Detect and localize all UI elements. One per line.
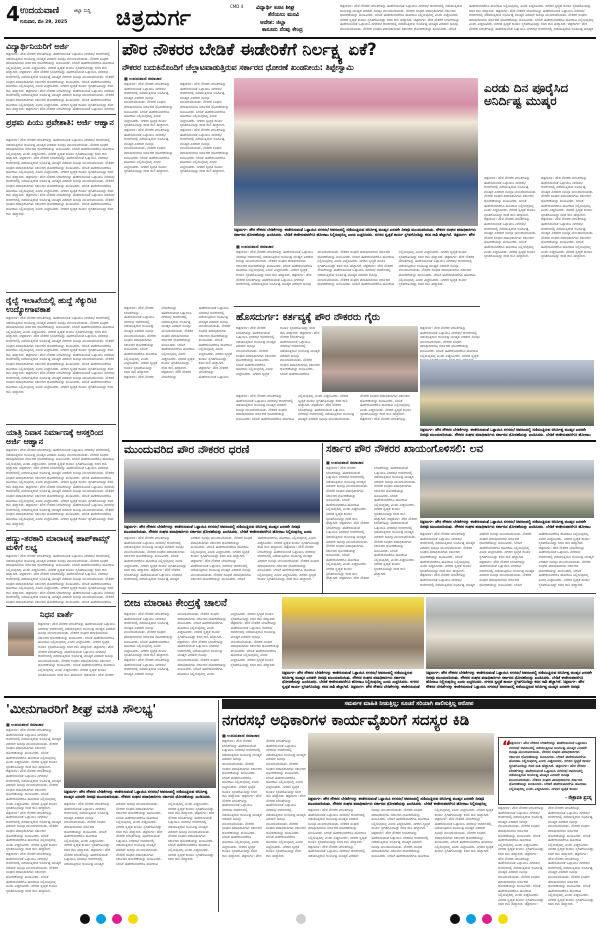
section-rule xyxy=(4,696,596,698)
lead-subheadline: ನೌಕರರ ಬದುಕಿನೊಂದಿಗೆ ಚೆಲ್ಲಾಟವಾಡುತ್ತಿರುವ ಸರ್ಕಾರದ ಧೋರಣೆ ಖಂಡನೀಯ: ತಿಪ್ಪೇಸ್ವಾಮಿ xyxy=(122,63,354,72)
seed-body: ಚಿತ್ರದುರ್ಗ: ಪೌರ ನೌಕರರ ಬೇಡಿಕೆಗಳನ್ನು ಈಡೇರಿಸುವಂತೆ ಒತ್ತಾಯಿಸಿ ನಗರಸಭೆ ಆವರಣದಲ್ಲಿ ನಡೆಯುತ್ತಿರುವ ಅನಿರ್ದಿಷ್ಟ ಮುಷ್ಕರ ಎರಡನೇ ದಿನವೂ ಮುಂದುವರಿಯಿತು. ನೌಕರರ ಸಂಘದ ಪದಾಧಿಕಾರಿಗಳು ಸರ್ಕಾರದ ಧೋರಣೆಯನ್ನು ಖಂಡಿಸಿದರು. ಬೇಡಿಕೆ ಈಡೇರುವವರೆಗೂ ಹೋರಾಟ ನಿಲ್ಲಿಸುವುದಿಲ್ಲ ಎಂದು ಎಚ್ಚರಿಸಿದರು. ನಗರದ ಸ್ವಚ್ಛತೆ ಕಾರ್ಯ ಸ್ಥಗಿತಗೊಂಡಿದ್ದು ಕಸದ ರಾಶಿ ಹೆಚ್ಚಾಗಿದೆ. ಚಿತ್ರದುರ್ಗ: ಪೌರ ನೌಕರರ ಬೇಡಿಕೆಗಳನ್ನು ಈಡೇರಿಸುವಂತೆ ಒತ್ತಾಯಿಸಿ ನಗರಸಭೆ ಆವರಣದಲ್ಲಿ ನಡೆಯುತ್ತಿರುವ ಅನಿರ್ದಿಷ್ಟ ಮುಷ್ಕರ ಎರಡನೇ ದಿನವೂ ಮುಂದುವರಿಯಿತು. ನೌಕರರ ಸಂಘದ ಪದಾಧಿಕಾರಿಗಳು ಸರ್ಕಾರದ ಧೋರಣೆಯನ್ನು ಖಂಡಿಸಿದರು. ಬೇಡಿಕೆ ಈಡೇರುವವರೆಗೂ ಹೋರಾಟ ನಿಲ್ಲಿಸುವುದಿಲ್ಲ ಎಂದು ಎಚ್ಚರಿಸಿದರು. ನಗರದ ಸ್ವಚ್ಛತೆ ಕಾರ್ಯ ಸ್ಥಗಿತಗೊಂಡಿದ್ದು ಕಸದ ರಾಶಿ ಹೆಚ್ಚಾಗಿದೆ. ಚಿತ್ರದುರ್ಗ: ಪೌರ ನೌಕರರ ಬೇಡಿಕೆಗಳನ್ನು ಈಡೇರಿಸುವಂತೆ ಒತ್ತಾಯಿಸಿ ನಗರಸಭೆ ಆವರಣದಲ್ಲಿ ನಡೆಯುತ್ತಿರುವ ಅನಿರ್ದಿಷ್ಟ ಮುಷ್ಕರ ಎರಡನೇ ದಿನವೂ ಮುಂದುವರಿಯಿತು. ನೌಕರರ ಸಂಘದ ಪದಾಧಿಕಾರಿಗಳು ಸರ್ಕಾರದ ಧೋರಣೆಯನ್ನು ಖಂಡಿಸಿದರು. ಬೇಡಿಕೆ ಈಡೇರುವವರೆಗೂ ಹೋರಾಟ ನಿಲ್ಲಿಸುವುದಿಲ್ಲ ಎಂದು ಎಚ್ಚರಿಸಿದರು. ನಗರದ ಸ್ವಚ್ಛತೆ ಕಾರ್ಯ ಸ್ಥಗಿತಗೊಂಡಿದ್ದು ಕಸದ ರಾಶಿ ಹೆಚ್ಚಾಗಿದೆ. ಚಿತ್ರದುರ್ಗ: ಪೌರ ನೌಕರರ ಬೇಡಿಕೆಗಳನ್ನು ಈಡೇರಿಸುವಂತೆ ಒತ್ತಾಯಿಸಿ ನಗರಸಭೆ ಆವರಣದಲ್ಲಿ ನಡೆಯುತ್ತಿರುವ ಅನಿರ್ದಿಷ್ಟ ಮುಷ್ಕರ ಎರಡನೇ ದಿನವೂ ಮುಂದುವರಿಯಿತು. ನೌಕರರ ಸಂಘದ ಪದಾಧಿಕಾರಿಗಳು ಸರ್ಕಾರದ ಧೋರಣೆಯನ್ನು ಖಂಡಿಸಿದರು. ಬೇಡಿಕೆ ಈಡೇರುವವರೆಗೂ ಹೋರಾಟ ನಿಲ್ಲಿಸುವುದಿಲ್ಲ ಎಂದು ಎಚ್ಚರಿಸಿದರು. ನಗರದ ಸ್ವಚ್ಛತೆ ಕಾರ್ಯ ಸ್ಥಗಿತಗೊಂಡಿದ್ದು ಕಸದ ರಾಶಿ ಹೆಚ್ಚಾಗಿದೆ. xyxy=(124,612,280,676)
left-divider xyxy=(6,114,116,115)
continues-caption: ಚಿತ್ರದುರ್ಗ: ಪೌರ ನೌಕರರ ಬೇಡಿಕೆಗಳನ್ನು ಈಡೇರಿಸುವಂತೆ ಒತ್ತಾಯಿಸಿ ನಗರಸಭೆ ಆವರಣದಲ್ಲಿ ನಡೆಯುತ್ತಿರುವ ಅನಿರ್ದಿಷ್ಟ ಮುಷ್ಕರ ಎರಡನೇ ದಿನವೂ ಮುಂದುವರಿಯಿತು. ನೌಕರರ ಸಂಘದ ಪದಾಧಿಕಾರಿಗಳು ಸರ್ಕಾರದ ಧೋರಣೆಯನ್ನು ಖಂಡಿಸಿದರು. ಬೇಡಿಕೆ ಈಡೇರುವವರೆಗೂ ಹೋರಾಟ ನಿಲ್ಲಿಸುವುದಿಲ್ಲ ಎಂದು xyxy=(124,525,312,534)
continues-body: ಚಿತ್ರದುರ್ಗ: ಪೌರ ನೌಕರರ ಬೇಡಿಕೆಗಳನ್ನು ಈಡೇರಿಸುವಂತೆ ಒತ್ತಾಯಿಸಿ ನಗರಸಭೆ ಆವರಣದಲ್ಲಿ ನಡೆಯುತ್ತಿರುವ ಅನಿರ್ದಿಷ್ಟ ಮುಷ್ಕರ ಎರಡನೇ ದಿನವೂ ಮುಂದುವರಿಯಿತು. ನೌಕರರ ಸಂಘದ ಪದಾಧಿಕಾರಿಗಳು ಸರ್ಕಾರದ ಧೋರಣೆಯನ್ನು ಖಂಡಿಸಿದರು. ಬೇಡಿಕೆ ಈಡೇರುವವರೆಗೂ ಹೋರಾಟ ನಿಲ್ಲಿಸುವುದಿಲ್ಲ ಎಂದು ಎಚ್ಚರಿಸಿದರು. ನಗರದ ಸ್ವಚ್ಛತೆ ಕಾರ್ಯ ಸ್ಥಗಿತಗೊಂಡಿದ್ದು ಕಸದ ರಾಶಿ ಹೆಚ್ಚಾಗಿದೆ. ಚಿತ್ರದುರ್ಗ: ಪೌರ ನೌಕರರ ಬೇಡಿಕೆಗಳನ್ನು ಈಡೇರಿಸುವಂತೆ ಒತ್ತಾಯಿಸಿ ನಗರಸಭೆ ಆವರಣದಲ್ಲಿ ನಡೆಯುತ್ತಿರುವ ಅನಿರ್ದಿಷ್ಟ ಮುಷ್ಕರ ಎರಡನೇ ದಿನವೂ ಮುಂದುವರಿಯಿತು. ನೌಕರರ ಸಂಘದ ಪದಾಧಿಕಾರಿಗಳು ಸರ್ಕಾರದ ಧೋರಣೆಯನ್ನು ಖಂಡಿಸಿದರು. ಬೇಡಿಕೆ ಈಡೇರುವವರೆಗೂ ಹೋರಾಟ ನಿಲ್ಲಿಸುವುದಿಲ್ಲ ಎಂದು ಎಚ್ಚರಿಸಿದರು. ನಗರದ ಸ್ವಚ್ಛತೆ ಕಾರ್ಯ ಸ್ಥಗಿತಗೊಂಡಿದ್ದು ಕಸದ ರಾಶಿ ಹೆಚ್ಚಾಗಿದೆ. ಚಿತ್ರದುರ್ಗ: ಪೌರ ನೌಕರರ ಬೇಡಿಕೆಗಳನ್ನು ಈಡೇರಿಸುವಂತೆ ಒತ್ತಾಯಿಸಿ ನಗರಸಭೆ ಆವರಣದಲ್ಲಿ ನಡೆಯುತ್ತಿರುವ ಅನಿರ್ದಿಷ್ಟ ಮುಷ್ಕರ ಎರಡನೇ ದಿನವೂ ಮುಂದುವರಿಯಿತು. ನೌಕರರ ಸಂಘದ ಪದಾಧಿಕಾರಿಗಳು ಸರ್ಕಾರದ ಧೋರಣೆಯನ್ನು ಖಂಡಿಸಿದರು. ಬೇಡಿಕೆ ಈಡೇರುವವರೆಗೂ ಹೋರಾಟ ನಿಲ್ಲಿಸುವುದಿಲ್ಲ ಎಂದು ಎಚ್ಚರಿಸಿದರು. ನಗರದ ಸ್ವಚ್ಛತೆ ಕಾರ್ಯ ಸ್ಥಗಿತಗೊಂಡಿದ್ದು ಕಸದ ರಾಶಿ ಹೆಚ್ಚಾಗಿದೆ. ಚಿತ್ರದುರ್ಗ: ಪೌರ ನೌಕರರ ಬೇಡಿಕೆಗಳನ್ನು ಈಡೇರಿಸುವಂತೆ ಒತ್ತಾಯಿಸಿ ನಗರಸಭೆ ಆವರಣದಲ್ಲಿ ನಡೆಯುತ್ತಿರುವ ಅನಿರ್ದಿಷ್ಟ ಮುಷ್ಕರ ಎರಡನೇ ದಿನವೂ ಮುಂದುವರಿಯಿತು. ನೌಕರರ ಸಂಘದ ಪದಾಧಿಕಾರಿಗಳು ಸರ್ಕಾರದ ಧೋರಣೆಯನ್ನು ಖಂಡಿಸಿದರು. ಬೇಡಿಕೆ ಈಡೇರುವವರೆಗೂ ಹೋರಾಟ ನಿಲ್ಲಿಸುವುದಿಲ್ಲ ಎಂದು ಎಚ್ಚರಿಸಿದರು. ನಗರದ ಸ್ವಚ್ಛತೆ ಕಾರ್ಯ ಸ್ಥಗಿತಗೊಂಡಿದ್ದು ಕಸದ ರಾಶಿ ಹೆಚ್ಚಾಗಿದೆ. xyxy=(124,536,320,582)
council-body: ಚಿತ್ರದುರ್ಗ: ಪೌರ ನೌಕರರ ಬೇಡಿಕೆಗಳನ್ನು ಈಡೇರಿಸುವಂತೆ ಒತ್ತಾಯಿಸಿ ನಗರಸಭೆ ಆವರಣದಲ್ಲಿ ನಡೆಯುತ್ತಿರುವ ಅನಿರ್ದಿಷ್ಟ ಮುಷ್ಕರ ಎರಡನೇ ದಿನವೂ ಮುಂದುವರಿಯಿತು. ನೌಕರರ ಸಂಘದ ಪದಾಧಿಕಾರಿಗಳು ಸರ್ಕಾರದ ಧೋರಣೆಯನ್ನು ಖಂಡಿಸಿದರು. ಬೇಡಿಕೆ ಈಡೇರುವವರೆಗೂ ಹೋರಾಟ ನಿಲ್ಲಿಸುವುದಿಲ್ಲ ಎಂದು ಎಚ್ಚರಿಸಿದರು. ನಗರದ ಸ್ವಚ್ಛತೆ ಕಾರ್ಯ ಸ್ಥಗಿತಗೊಂಡಿದ್ದು ಕಸದ ರಾಶಿ ಹೆಚ್ಚಾಗಿದೆ. ಚಿತ್ರದುರ್ಗ: ಪೌರ ನೌಕರರ ಬೇಡಿಕೆಗಳನ್ನು ಈಡೇರಿಸುವಂತೆ ಒತ್ತಾಯಿಸಿ ನಗರಸಭೆ ಆವರಣದಲ್ಲಿ ನಡೆಯುತ್ತಿರುವ ಅನಿರ್ದಿಷ್ಟ ಮುಷ್ಕರ ಎರಡನೇ ದಿನವೂ ಮುಂದುವರಿಯಿತು. ನೌಕರರ ಸಂಘದ ಪದಾಧಿಕಾರಿಗಳು ಸರ್ಕಾರದ ಧೋರಣೆಯನ್ನು ಖಂಡಿಸಿದರು. ಬೇಡಿಕೆ ಈಡೇರುವವರೆಗೂ ಹೋರಾಟ ನಿಲ್ಲಿಸುವುದಿಲ್ಲ ಎಂದು ಎಚ್ಚರಿಸಿದರು. ನಗರದ ಸ್ವಚ್ಛತೆ ಕಾರ್ಯ ಸ್ಥಗಿತಗೊಂಡಿದ್ದು ಕಸದ ರಾಶಿ ಹೆಚ್ಚಾಗಿದೆ. ಚಿತ್ರದುರ್ಗ: ಪೌರ ನೌಕರರ ಬೇಡಿಕೆಗಳನ್ನು ಈಡೇರಿಸುವಂತೆ ಒತ್ತಾಯಿಸಿ ನಗರಸಭೆ ಆವರಣದಲ್ಲಿ ನಡೆಯುತ್ತಿರುವ ಅನಿರ್ದಿಷ್ಟ ಮುಷ್ಕರ ಎರಡನೇ ದಿನವೂ ಮುಂದುವರಿಯಿತು. ನೌಕರರ ಸಂಘದ ಪದಾಧಿಕಾರಿಗಳು ಸರ್ಕಾರದ ಧೋರಣೆಯನ್ನು ಖಂಡಿಸಿದರು. ಬೇಡಿಕೆ ಈಡೇರುವವರೆಗೂ ಹೋರಾಟ ನಿಲ್ಲಿಸುವುದಿಲ್ಲ ಎಂದು ಎಚ್ಚರಿಸಿದರು. ನಗರದ ಸ್ವಚ್ಛತೆ ಕಾರ್ಯ ಸ್ಥಗಿತಗೊಂಡಿದ್ದು ಕಸದ ರಾಶಿ ಹೆಚ್ಚಾಗಿದೆ. ಚಿತ್ರದುರ್ಗ: ಪೌರ ನೌಕರರ ಬೇಡಿಕೆಗಳನ್ನು ಈಡೇರಿಸುವಂತೆ ಒತ್ತಾಯಿಸಿ ನಗರಸಭೆ ಆವರಣದಲ್ಲಿ ನಡೆಯುತ್ತಿರುವ ಅನಿರ್ದಿಷ್ಟ ಮುಷ್ಕರ ಎರಡನೇ ದಿನವೂ ಮುಂದುವರಿಯಿತು. ನೌಕರರ ಸಂಘದ ಪದಾಧಿಕಾರಿಗಳು ಸರ್ಕಾರದ ಧೋರಣೆಯನ್ನು ಖಂಡಿಸಿದರು. ಬೇಡಿಕೆ ಈಡೇರುವವರೆಗೂ ಹೋರಾಟ ನಿಲ್ಲಿಸುವುದಿಲ್ಲ ಎಂದು ಎಚ್ಚರಿಸಿದರು. ನಗರದ ಸ್ವಚ್ಛತೆ ಕಾರ್ಯ ಸ್ಥಗಿತಗೊಂಡಿದ್ದು ಕಸದ ರಾಶಿ ಹೆಚ್ಚಾಗಿದೆ. xyxy=(308,808,494,858)
left-item-heading: ವಿದ್ಯಾರ್ಥಿನಿಯರಿಗೆ ಅರ್ಜಿ xyxy=(6,42,70,51)
edition-tag: ಜಿಲ್ಲಾ ಸುದ್ದಿ xyxy=(74,9,91,14)
left-column-divider xyxy=(118,40,119,660)
lead-body: ಚಿತ್ರದುರ್ಗ: ಪೌರ ನೌಕರರ ಬೇಡಿಕೆಗಳನ್ನು ಈಡೇರಿಸುವಂತೆ ಒತ್ತಾಯಿಸಿ ನಗರಸಭೆ ಆವರಣದಲ್ಲಿ ನಡೆಯುತ್ತಿರುವ ಅನಿರ್ದಿಷ್ಟ ಮುಷ್ಕರ ಎರಡನೇ ದಿನವೂ ಮುಂದುವರಿಯಿತು. ನೌಕರರ ಸಂಘದ ಪದಾಧಿಕಾರಿಗಳು ಸರ್ಕಾರದ ಧೋರಣೆಯನ್ನು ಖಂಡಿಸಿದರು. ಬೇಡಿಕೆ ಈಡೇರುವವರೆಗೂ ಹೋರಾಟ ನಿಲ್ಲಿಸುವುದಿಲ್ಲ ಎಂದು ಎಚ್ಚರಿಸಿದರು. ನಗರದ ಸ್ವಚ್ಛತೆ ಕಾರ್ಯ ಸ್ಥಗಿತಗೊಂಡಿದ್ದು ಕಸದ ರಾಶಿ ಹೆಚ್ಚಾಗಿದೆ. ಚಿತ್ರದುರ್ಗ: ಪೌರ ನೌಕರರ ಬೇಡಿಕೆಗಳನ್ನು ಈಡೇರಿಸುವಂತೆ ಒತ್ತಾಯಿಸಿ ನಗರಸಭೆ ಆವರಣದಲ್ಲಿ ನಡೆಯುತ್ತಿರುವ ಅನಿರ್ದಿಷ್ಟ ಮುಷ್ಕರ ಎರಡನೇ ದಿನವೂ ಮುಂದುವರಿಯಿತು. ನೌಕರರ ಸಂಘದ ಪದಾಧಿಕಾರಿಗಳು ಸರ್ಕಾರದ ಧೋರಣೆಯನ್ನು ಖಂಡಿಸಿದರು. ಬೇಡಿಕೆ ಈಡೇರುವವರೆಗೂ ಹೋರಾಟ ನಿಲ್ಲಿಸುವುದಿಲ್ಲ ಎಂದು ಎಚ್ಚರಿಸಿದರು. ನಗರದ ಸ್ವಚ್ಛತೆ ಕಾರ್ಯ ಸ್ಥಗಿತಗೊಂಡಿದ್ದು ಕಸದ ರಾಶಿ ಹೆಚ್ಚಾಗಿದೆ. ಚಿತ್ರದುರ್ಗ: ಪೌರ ನೌಕರರ ಬೇಡಿಕೆಗಳನ್ನು ಈಡೇರಿಸುವಂತೆ ಒತ್ತಾಯಿಸಿ ನಗರಸಭೆ ಆವರಣದಲ್ಲಿ ನಡೆಯುತ್ತಿರುವ ಅನಿರ್ದಿಷ್ಟ ಮುಷ್ಕರ ಎರಡನೇ ದಿನವೂ ಮುಂದುವರಿಯಿತು. ನೌಕರರ ಸಂಘದ ಪದಾಧಿಕಾರಿಗಳು ಸರ್ಕಾರದ ಧೋರಣೆಯನ್ನು ಖಂಡಿಸಿದರು. ಬೇಡಿಕೆ ಈಡೇರುವವರೆಗೂ ಹೋರಾಟ ನಿಲ್ಲಿಸುವುದಿಲ್ಲ ಎಂದು ಎಚ್ಚರಿಸಿದರು. ನಗರದ ಸ್ವಚ್ಛತೆ ಕಾರ್ಯ ಸ್ಥಗಿತಗೊಂಡಿದ್ದು ಕಸದ ರಾಶಿ ಹೆಚ್ಚಾಗಿದೆ. ಚಿತ್ರದುರ್ಗ: ಪೌರ ನೌಕರರ ಬೇಡಿಕೆಗಳನ್ನು ಈಡೇರಿಸುವಂತೆ ಒತ್ತಾಯಿಸಿ ನಗರಸಭೆ ಆವರಣದಲ್ಲಿ ನಡೆಯುತ್ತಿರುವ ಅನಿರ್ದಿಷ್ಟ ಮುಷ್ಕರ ಎರಡನೇ ದಿನವೂ ಮುಂದುವರಿಯಿತು. ನೌಕರರ ಸಂಘದ ಪದಾಧಿಕಾರಿಗಳು ಸರ್ಕಾರದ ಧೋರಣೆಯನ್ನು ಖಂಡಿಸಿದರು. ಬೇಡಿಕೆ ಈಡೇರುವವರೆಗೂ ಹೋರಾಟ ನಿಲ್ಲಿಸುವುದಿಲ್ಲ ಎಂದು ಎಚ್ಚರಿಸಿದರು. ನಗರದ ಸ್ವಚ್ಛತೆ ಕಾರ್ಯ ಸ್ಥಗಿತಗೊಂಡಿದ್ದು ಕಸದ ರಾಶಿ ಹೆಚ್ಚಾಗಿದೆ. xyxy=(124,82,229,174)
lead-photo-caption: ಚಿತ್ರದುರ್ಗ: ಪೌರ ನೌಕರರ ಬೇಡಿಕೆಗಳನ್ನು ಈಡೇರಿಸುವಂತೆ ಒತ್ತಾಯಿಸಿ ನಗರಸಭೆ ಆವರಣದಲ್ಲಿ ನಡೆಯುತ್ತಿರುವ ಅನಿರ್ದಿಷ್ಟ ಮುಷ್ಕರ ಎರಡನೇ ದಿನವೂ ಮುಂದುವರಿಯಿತು. ನೌಕರರ ಸಂಘದ ಪದಾಧಿಕಾರಿಗಳು ಸರ್ಕಾರದ ಧೋರಣೆಯನ್ನು ಖಂಡಿಸಿದರು. ಬೇಡಿಕೆ ಈಡೇರುವವರೆಗೂ ಹೋರಾಟ ನಿಲ್ಲಿಸುವುದಿಲ್ಲ ಎಂದು ಎಚ್ಚರಿಸಿದರು. ನಗರದ ಸ್ವಚ್ಛತೆ ಕಾರ್ಯ ಸ್ಥಗಿತಗೊಂಡಿದ್ದು ಕಸದ ರಾಶಿ ಹೆಚ್ಚಾಗಿದೆ. ಚಿತ್ರದುರ್ಗ: ಪೌರ xyxy=(234,228,476,237)
registration-mark xyxy=(450,914,460,924)
lead-photo xyxy=(234,78,478,226)
hosadurga-body-right: ಚಿತ್ರದುರ್ಗ: ಪೌರ ನೌಕರರ ಬೇಡಿಕೆಗಳನ್ನು ಈಡೇರಿಸುವಂತೆ ಒತ್ತಾಯಿಸಿ ನಗರಸಭೆ ಆವರಣದಲ್ಲಿ ನಡೆಯುತ್ತಿರುವ ಅನಿರ್ದಿಷ್ಟ ಮುಷ್ಕರ ಎರಡನೇ ದಿನವೂ ಮುಂದುವರಿಯಿತು. ನೌಕರರ ಸಂಘದ ಪದಾಧಿಕಾರಿಗಳು ಸರ್ಕಾರದ ಧೋರಣೆಯನ್ನು ಖಂಡಿಸಿದರು. ಬೇಡಿಕೆ ಈಡೇರುವವರೆಗೂ ಹೋರಾಟ ನಿಲ್ಲಿಸುವುದಿಲ್ಲ ಎಂದು ಎಚ್ಚರಿಸಿದರು. ನಗರದ ಸ್ವಚ್ಛತೆ xyxy=(420,326,480,358)
left-divider xyxy=(6,530,116,531)
registration-mark xyxy=(482,914,492,924)
left-item-heading: ಯಾತ್ರಿ ನಿವಾಸ ನಿರ್ಮಾಣಕ್ಕೆ ಆಸಕ್ತರಿಂದ ಅರ್ಜಿ ಆಹ್ವಾನ xyxy=(6,428,104,446)
fishermen-body-left: ಚಿತ್ರದುರ್ಗ: ಪೌರ ನೌಕರರ ಬೇಡಿಕೆಗಳನ್ನು ಈಡೇರಿಸುವಂತೆ ಒತ್ತಾಯಿಸಿ ನಗರಸಭೆ ಆವರಣದಲ್ಲಿ ನಡೆಯುತ್ತಿರುವ ಅನಿರ್ದಿಷ್ಟ ಮುಷ್ಕರ ಎರಡನೇ ದಿನವೂ ಮುಂದುವರಿಯಿತು. ನೌಕರರ ಸಂಘದ ಪದಾಧಿಕಾರಿಗಳು ಸರ್ಕಾರದ ಧೋರಣೆಯನ್ನು ಖಂಡಿಸಿದರು. ಬೇಡಿಕೆ ಈಡೇರುವವರೆಗೂ ಹೋರಾಟ ನಿಲ್ಲಿಸುವುದಿಲ್ಲ ಎಂದು ಎಚ್ಚರಿಸಿದರು. ನಗರದ ಸ್ವಚ್ಛತೆ ಕಾರ್ಯ ಸ್ಥಗಿತಗೊಂಡಿದ್ದು ಕಸದ ರಾಶಿ ಹೆಚ್ಚಾಗಿದೆ. ಚಿತ್ರದುರ್ಗ: ಪೌರ ನೌಕರರ ಬೇಡಿಕೆಗಳನ್ನು ಈಡೇರಿಸುವಂತೆ ಒತ್ತಾಯಿಸಿ ನಗರಸಭೆ ಆವರಣದಲ್ಲಿ ನಡೆಯುತ್ತಿರುವ ಅನಿರ್ದಿಷ್ಟ ಮುಷ್ಕರ ಎರಡನೇ ದಿನವೂ ಮುಂದುವರಿಯಿತು. ನೌಕರರ ಸಂಘದ ಪದಾಧಿಕಾರಿಗಳು ಸರ್ಕಾರದ ಧೋರಣೆಯನ್ನು ಖಂಡಿಸಿದರು. ಬೇಡಿಕೆ ಈಡೇರುವವರೆಗೂ ಹೋರಾಟ ನಿಲ್ಲಿಸುವುದಿಲ್ಲ ಎಂದು ಎಚ್ಚರಿಸಿದರು. ನಗರದ ಸ್ವಚ್ಛತೆ ಕಾರ್ಯ ಸ್ಥಗಿತಗೊಂಡಿದ್ದು ಕಸದ ರಾಶಿ ಹೆಚ್ಚಾಗಿದೆ. ಚಿತ್ರದುರ್ಗ: ಪೌರ ನೌಕರರ ಬೇಡಿಕೆಗಳನ್ನು ಈಡೇರಿಸುವಂತೆ ಒತ್ತಾಯಿಸಿ ನಗರಸಭೆ ಆವರಣದಲ್ಲಿ ನಡೆಯುತ್ತಿರುವ ಅನಿರ್ದಿಷ್ಟ ಮುಷ್ಕರ ಎರಡನೇ ದಿನವೂ ಮುಂದುವರಿಯಿತು. ನೌಕರರ ಸಂಘದ ಪದಾಧಿಕಾರಿಗಳು ಸರ್ಕಾರದ ಧೋರಣೆಯನ್ನು ಖಂಡಿಸಿದರು. ಬೇಡಿಕೆ ಈಡೇರುವವರೆಗೂ ಹೋರಾಟ ನಿಲ್ಲಿಸುವುದಿಲ್ಲ ಎಂದು ಎಚ್ಚರಿಸಿದರು. ನಗರದ ಸ್ವಚ್ಛತೆ ಕಾರ್ಯ ಸ್ಥಗಿತಗೊಂಡಿದ್ದು ಕಸದ ರಾಶಿ ಹೆಚ್ಚಾಗಿದೆ. ಚಿತ್ರದುರ್ಗ: ಪೌರ ನೌಕರರ ಬೇಡಿಕೆಗಳನ್ನು ಈಡೇರಿಸುವಂತೆ ಒತ್ತಾಯಿಸಿ ನಗರಸಭೆ ಆವರಣದಲ್ಲಿ ನಡೆಯುತ್ತಿರುವ ಅನಿರ್ದಿಷ್ಟ ಮುಷ್ಕರ ಎರಡನೇ ದಿನವೂ ಮುಂದುವರಿಯಿತು. ನೌಕರರ ಸಂಘದ ಪದಾಧಿಕಾರಿಗಳು ಸರ್ಕಾರದ ಧೋರಣೆಯನ್ನು ಖಂಡಿಸಿದರು. ಬೇಡಿಕೆ ಈಡೇರುವವರೆಗೂ ಹೋರಾಟ ನಿಲ್ಲಿಸುವುದಿಲ್ಲ ಎಂದು ಎಚ್ಚರಿಸಿದರು. ನಗರದ ಸ್ವಚ್ಛತೆ ಕಾರ್ಯ ಸ್ಥಗಿತಗೊಂಡಿದ್ದು ಕಸದ ರಾಶಿ ಹೆಚ್ಚಾಗಿದೆ. xyxy=(6,728,61,893)
teaser-2: ತೆರೆಯಲು ಮನವಿ xyxy=(268,12,300,18)
fishermen-caption: ಚಿತ್ರದುರ್ಗ: ಪೌರ ನೌಕರರ ಬೇಡಿಕೆಗಳನ್ನು ಈಡೇರಿಸುವಂತೆ ಒತ್ತಾಯಿಸಿ ನಗರಸಭೆ ಆವರಣದಲ್ಲಿ ನಡೆಯುತ್ತಿರುವ ಅನಿರ್ದಿಷ್ಟ ಮುಷ್ಕರ ಎರಡನೇ ದಿನವೂ ಮುಂದುವರಿಯಿತು. ನೌಕರರ ಸಂಘದ ಪದಾಧಿಕಾರಿಗಳು ಸರ್ಕಾರದ ಧೋರಣೆಯನ್ನು ಖಂಡಿಸಿದರು. xyxy=(64,790,212,799)
teaser-4: ಕಾನೂನು ನೆರವು ಕೇಂದ್ರ xyxy=(262,27,303,33)
seed-photo-2 xyxy=(426,597,594,669)
lead-second-body: ಚಿತ್ರದುರ್ಗ: ಪೌರ ನೌಕರರ ಬೇಡಿಕೆಗಳನ್ನು ಈಡೇರಿಸುವಂತೆ ಒತ್ತಾಯಿಸಿ ನಗರಸಭೆ ಆವರಣದಲ್ಲಿ ನಡೆಯುತ್ತಿರುವ ಅನಿರ್ದಿಷ್ಟ ಮುಷ್ಕರ ಎರಡನೇ ದಿನವೂ ಮುಂದುವರಿಯಿತು. ನೌಕರರ ಸಂಘದ ಪದಾಧಿಕಾರಿಗಳು ಸರ್ಕಾರದ ಧೋರಣೆಯನ್ನು ಖಂಡಿಸಿದರು. ಬೇಡಿಕೆ ಈಡೇರುವವರೆಗೂ ಹೋರಾಟ ನಿಲ್ಲಿಸುವುದಿಲ್ಲ ಎಂದು ಎಚ್ಚರಿಸಿದರು. ನಗರದ ಸ್ವಚ್ಛತೆ ಕಾರ್ಯ ಸ್ಥಗಿತಗೊಂಡಿದ್ದು ಕಸದ ರಾಶಿ ಹೆಚ್ಚಾಗಿದೆ. ಚಿತ್ರದುರ್ಗ: ಪೌರ ನೌಕರರ ಬೇಡಿಕೆಗಳನ್ನು ಈಡೇರಿಸುವಂತೆ ಒತ್ತಾಯಿಸಿ ನಗರಸಭೆ ಆವರಣದಲ್ಲಿ ನಡೆಯುತ್ತಿರುವ ಅನಿರ್ದಿಷ್ಟ ಮುಷ್ಕರ ಎರಡನೇ ದಿನವೂ ಮುಂದುವರಿಯಿತು. ನೌಕರರ ಸಂಘದ ಪದಾಧಿಕಾರಿಗಳು ಸರ್ಕಾರದ ಧೋರಣೆಯನ್ನು ಖಂಡಿಸಿದರು. ಬೇಡಿಕೆ ಈಡೇರುವವರೆಗೂ ಹೋರಾಟ ನಿಲ್ಲಿಸುವುದಿಲ್ಲ ಎಂದು ಎಚ್ಚರಿಸಿದರು. ನಗರದ ಸ್ವಚ್ಛತೆ ಕಾರ್ಯ ಸ್ಥಗಿತಗೊಂಡಿದ್ದು ಕಸದ ರಾಶಿ ಹೆಚ್ಚಾಗಿದೆ. ಚಿತ್ರದುರ್ಗ: ಪೌರ ನೌಕರರ ಬೇಡಿಕೆಗಳನ್ನು ಈಡೇರಿಸುವಂತೆ ಒತ್ತಾಯಿಸಿ ನಗರಸಭೆ ಆವರಣದಲ್ಲಿ ನಡೆಯುತ್ತಿರುವ ಅನಿರ್ದಿಷ್ಟ ಮುಷ್ಕರ ಎರಡನೇ ದಿನವೂ ಮುಂದುವರಿಯಿತು. ನೌಕರರ ಸಂಘದ ಪದಾಧಿಕಾರಿಗಳು ಸರ್ಕಾರದ ಧೋರಣೆಯನ್ನು ಖಂಡಿಸಿದರು. ಬೇಡಿಕೆ ಈಡೇರುವವರೆಗೂ ಹೋರಾಟ ನಿಲ್ಲಿಸುವುದಿಲ್ಲ ಎಂದು ಎಚ್ಚರಿಸಿದರು. ನಗರದ ಸ್ವಚ್ಛತೆ ಕಾರ್ಯ ಸ್ಥಗಿತಗೊಂಡಿದ್ದು ಕಸದ ರಾಶಿ ಹೆಚ್ಚಾಗಿದೆ. ಚಿತ್ರದುರ್ಗ: ಪೌರ ನೌಕರರ ಬೇಡಿಕೆಗಳನ್ನು ಈಡೇರಿಸುವಂತೆ ಒತ್ತಾಯಿಸಿ ನಗರಸಭೆ ಆವರಣದಲ್ಲಿ ನಡೆಯುತ್ತಿರುವ ಅನಿರ್ದಿಷ್ಟ ಮುಷ್ಕರ ಎರಡನೇ ದಿನವೂ ಮುಂದುವರಿಯಿತು. ನೌಕರರ ಸಂಘದ ಪದಾಧಿಕಾರಿಗಳು ಸರ್ಕಾರದ ಧೋರಣೆಯನ್ನು ಖಂಡಿಸಿದರು. ಬೇಡಿಕೆ ಈಡೇರುವವರೆಗೂ ಹೋರಾಟ ನಿಲ್ಲಿಸುವುದಿಲ್ಲ ಎಂದು ಎಚ್ಚರಿಸಿದರು. ನಗರದ ಸ್ವಚ್ಛತೆ ಕಾರ್ಯ ಸ್ಥಗಿತಗೊಂಡಿದ್ದು ಕಸದ ರಾಶಿ ಹೆಚ್ಚಾಗಿದೆ. xyxy=(236,250,476,287)
continues-photo xyxy=(124,459,320,523)
registration-mark xyxy=(466,914,476,924)
lead-continued-body: ಚಿತ್ರದುರ್ಗ: ಪೌರ ನೌಕರರ ಬೇಡಿಕೆಗಳನ್ನು ಈಡೇರಿಸುವಂತೆ ಒತ್ತಾಯಿಸಿ ನಗರಸಭೆ ಆವರಣದಲ್ಲಿ ನಡೆಯುತ್ತಿರುವ ಅನಿರ್ದಿಷ್ಟ ಮುಷ್ಕರ ಎರಡನೇ ದಿನವೂ ಮುಂದುವರಿಯಿತು. ನೌಕರರ ಸಂಘದ ಪದಾಧಿಕಾರಿಗಳು ಸರ್ಕಾರದ ಧೋರಣೆಯನ್ನು ಖಂಡಿಸಿದರು. ಬೇಡಿಕೆ ಈಡೇರುವವರೆಗೂ ಹೋರಾಟ ನಿಲ್ಲಿಸುವುದಿಲ್ಲ ಎಂದು ಎಚ್ಚರಿಸಿದರು. ನಗರದ ಸ್ವಚ್ಛತೆ ಕಾರ್ಯ ಸ್ಥಗಿತಗೊಂಡಿದ್ದು ಕಸದ ರಾಶಿ ಹೆಚ್ಚಾಗಿದೆ. ಚಿತ್ರದುರ್ಗ: ಪೌರ ನೌಕರರ ಬೇಡಿಕೆಗಳನ್ನು ಈಡೇರಿಸುವಂತೆ ಒತ್ತಾಯಿಸಿ ನಗರಸಭೆ ಆವರಣದಲ್ಲಿ ನಡೆಯುತ್ತಿರುವ ಅನಿರ್ದಿಷ್ಟ ಮುಷ್ಕರ ಎರಡನೇ ದಿನವೂ ಮುಂದುವರಿಯಿತು. ನೌಕರರ ಸಂಘದ ಪದಾಧಿಕಾರಿಗಳು ಸರ್ಕಾರದ ಧೋರಣೆಯನ್ನು ಖಂಡಿಸಿದರು. ಬೇಡಿಕೆ ಈಡೇರುವವರೆಗೂ ಹೋರಾಟ ನಿಲ್ಲಿಸುವುದಿಲ್ಲ ಎಂದು ಎಚ್ಚರಿಸಿದರು. ನಗರದ ಸ್ವಚ್ಛತೆ ಕಾರ್ಯ ಸ್ಥಗಿತಗೊಂಡಿದ್ದು ಕಸದ ರಾಶಿ ಹೆಚ್ಚಾಗಿದೆ. ಚಿತ್ರದುರ್ಗ: ಪೌರ ನೌಕರರ ಬೇಡಿಕೆಗಳನ್ನು ಈಡೇರಿಸುವಂತೆ ಒತ್ತಾಯಿಸಿ ನಗರಸಭೆ ಆವರಣದಲ್ಲಿ ನಡೆಯುತ್ತಿರುವ ಅನಿರ್ದಿಷ್ಟ ಮುಷ್ಕರ ಎರಡನೇ ದಿನವೂ ಮುಂದುವರಿಯಿತು. ನೌಕರರ ಸಂಘದ ಪದಾಧಿಕಾರಿಗಳು ಸರ್ಕಾರದ ಧೋರಣೆಯನ್ನು ಖಂಡಿಸಿದರು. ಬೇಡಿಕೆ ಈಡೇರುವವರೆಗೂ ಹೋರಾಟ ನಿಲ್ಲಿಸುವುದಿಲ್ಲ ಎಂದು ಎಚ್ಚರಿಸಿದರು. ನಗರದ ಸ್ವಚ್ಛತೆ ಕಾರ್ಯ ಸ್ಥಗಿತಗೊಂಡಿದ್ದು ಕಸದ ರಾಶಿ ಹೆಚ್ಚಾಗಿದೆ. ಚಿತ್ರದುರ್ಗ: ಪೌರ ನೌಕರರ ಬೇಡಿಕೆಗಳನ್ನು ಈಡೇರಿಸುವಂತೆ ಒತ್ತಾಯಿಸಿ xyxy=(124,306,232,379)
hosadurga-body: ಚಿತ್ರದುರ್ಗ: ಪೌರ ನೌಕರರ ಬೇಡಿಕೆಗಳನ್ನು ಈಡೇರಿಸುವಂತೆ ಒತ್ತಾಯಿಸಿ ನಗರಸಭೆ ಆವರಣದಲ್ಲಿ ನಡೆಯುತ್ತಿರುವ ಅನಿರ್ದಿಷ್ಟ ಮುಷ್ಕರ ಎರಡನೇ ದಿನವೂ ಮುಂದುವರಿಯಿತು. ನೌಕರರ ಸಂಘದ ಪದಾಧಿಕಾರಿಗಳು ಸರ್ಕಾರದ ಧೋರಣೆಯನ್ನು ಖಂಡಿಸಿದರು. ಬೇಡಿಕೆ ಈಡೇರುವವರೆಗೂ ಹೋರಾಟ ನಿಲ್ಲಿಸುವುದಿಲ್ಲ ಎಂದು ಎಚ್ಚರಿಸಿದರು. ನಗರದ ಸ್ವಚ್ಛತೆ ಕಾರ್ಯ ಸ್ಥಗಿತಗೊಂಡಿದ್ದು ಕಸದ ರಾಶಿ ಹೆಚ್ಚಾಗಿದೆ. ಚಿತ್ರದುರ್ಗ: ಪೌರ ನೌಕರರ ಬೇಡಿಕೆಗಳನ್ನು ಈಡೇರಿಸುವಂತೆ ಒತ್ತಾಯಿಸಿ ನಗರಸಭೆ ಆವರಣದಲ್ಲಿ ನಡೆಯುತ್ತಿರುವ ಅನಿರ್ದಿಷ್ಟ ಮುಷ್ಕರ ಎರಡನೇ ದಿನವೂ ಮುಂದುವರಿಯಿತು. ನೌಕರರ ಸಂಘದ ಪದಾಧಿಕಾರಿಗಳು ಸರ್ಕಾರದ ಧೋರಣೆಯನ್ನು ಖಂಡಿಸಿದರು. ಬೇಡಿಕೆ ಈಡೇರುವವರೆಗೂ xyxy=(236,326,320,376)
permanent-headline: ಸರ್ಕಾರ ಪೌರ ನೌಕರರ ಖಾಯಂಗೊಳಿಸಲಿ: ಲವ xyxy=(326,443,484,455)
council-kicker: ಸಮರ್ಪಕ ಮಾಹಿತಿ ನೀಡುತ್ತಿಲ್ಲ; ಸೂಚನೆ ಸರಿಯಾಗಿ ಪಾಲಿಸುತ್ತಿಲ್ಲ ಆರೋಪ xyxy=(222,699,596,709)
seed-caption-1: ಚಿತ್ರದುರ್ಗ: ಪೌರ ನೌಕರರ ಬೇಡಿಕೆಗಳನ್ನು ಈಡೇರಿಸುವಂತೆ ಒತ್ತಾಯಿಸಿ ನಗರಸಭೆ ಆವರಣದಲ್ಲಿ ನಡೆಯುತ್ತಿರುವ ಅನಿರ್ದಿಷ್ಟ ಮುಷ್ಕರ ಎರಡನೇ ದಿನವೂ ಮುಂದುವರಿಯಿತು. ನೌಕರರ ಸಂಘದ ಪದಾಧಿಕಾರಿಗಳು ಸರ್ಕಾರದ ಧೋರಣೆಯನ್ನು ಖಂಡಿಸಿದರು. ಬೇಡಿಕೆ ಈಡೇರುವವರೆಗೂ ಹೋರಾಟ ನಿಲ್ಲಿಸುವುದಿಲ್ಲ ಎಂದು ಎಚ್ಚರಿಸಿದರು. ನಗರದ ಸ್ವಚ್ಛತೆ ಕಾರ್ಯ ಸ್ಥಗಿತಗೊಂಡಿದ್ದು ಕಸದ ರಾಶಿ ಹೆಚ್ಚಾಗಿದೆ. ಚಿತ್ರದುರ್ಗ: ಪೌರ ನೌಕರರ ಬೇಡಿಕೆಗಳನ್ನು ಈಡೇರಿಸುವಂತೆ xyxy=(282,671,420,689)
permanent-lower-body: ಚಿತ್ರದುರ್ಗ: ಪೌರ ನೌಕರರ ಬೇಡಿಕೆಗಳನ್ನು ಈಡೇರಿಸುವಂತೆ ಒತ್ತಾಯಿಸಿ ನಗರಸಭೆ ಆವರಣದಲ್ಲಿ ನಡೆಯುತ್ತಿರುವ ಅನಿರ್ದಿಷ್ಟ ಮುಷ್ಕರ ಎರಡನೇ ದಿನವೂ ಮುಂದುವರಿಯಿತು. ನೌಕರರ ಸಂಘದ ಪದಾಧಿಕಾರಿಗಳು ಸರ್ಕಾರದ ಧೋರಣೆಯನ್ನು ಖಂಡಿಸಿದರು. ಬೇಡಿಕೆ ಈಡೇರುವವರೆಗೂ ಹೋರಾಟ ನಿಲ್ಲಿಸುವುದಿಲ್ಲ ಎಂದು ಎಚ್ಚರಿಸಿದರು. ನಗರದ ಸ್ವಚ್ಛತೆ ಕಾರ್ಯ ಸ್ಥಗಿತಗೊಂಡಿದ್ದು ಕಸದ ರಾಶಿ ಹೆಚ್ಚಾಗಿದೆ. ಚಿತ್ರದುರ್ಗ: ಪೌರ ನೌಕರರ ಬೇಡಿಕೆಗಳನ್ನು ಈಡೇರಿಸುವಂತೆ ಒತ್ತಾಯಿಸಿ ನಗರಸಭೆ ಆವರಣದಲ್ಲಿ ನಡೆಯುತ್ತಿರುವ ಅನಿರ್ದಿಷ್ಟ ಮುಷ್ಕರ ಎರಡನೇ ದಿನವೂ ಮುಂದುವರಿಯಿತು. ನೌಕರರ ಸಂಘದ ಪದಾಧಿಕಾರಿಗಳು ಸರ್ಕಾರದ ಧೋರಣೆಯನ್ನು ಖಂಡಿಸಿದರು. ಬೇಡಿಕೆ ಈಡೇರುವವರೆಗೂ ಹೋರಾಟ ನಿಲ್ಲಿಸುವುದಿಲ್ಲ ಎಂದು ಎಚ್ಚರಿಸಿದರು. ನಗರದ ಸ್ವಚ್ಛತೆ ಕಾರ್ಯ ಸ್ಥಗಿತಗೊಂಡಿದ್ದು ಕಸದ ರಾಶಿ ಹೆಚ್ಚಾಗಿದೆ. ಚಿತ್ರದುರ್ಗ: ಪೌರ ನೌಕರರ ಬೇಡಿಕೆಗಳನ್ನು ಈಡೇರಿಸುವಂತೆ ಒತ್ತಾಯಿಸಿ ನಗರಸಭೆ ಆವರಣದಲ್ಲಿ ನಡೆಯುತ್ತಿರುವ ಅನಿರ್ದಿಷ್ಟ ಮುಷ್ಕರ ಎರಡನೇ ದಿನವೂ ಮುಂದುವರಿಯಿತು. ನೌಕರರ ಸಂಘದ ಪದಾಧಿಕಾರಿಗಳು ಸರ್ಕಾರದ ಧೋರಣೆಯನ್ನು ಖಂಡಿಸಿದರು. ಬೇಡಿಕೆ ಈಡೇರುವವರೆಗೂ ಹೋರಾಟ ನಿಲ್ಲಿಸುವುದಿಲ್ಲ ಎಂದು ಎಚ್ಚರಿಸಿದರು. ನಗರದ ಸ್ವಚ್ಛತೆ ಕಾರ್ಯ ಸ್ಥಗಿತಗೊಂಡಿದ್ದು ಕಸದ ರಾಶಿ ಹೆಚ್ಚಾಗಿದೆ. ಚಿತ್ರದುರ್ಗ: ಪೌರ ನೌಕರರ ಬೇಡಿಕೆಗಳನ್ನು ಈಡೇರಿಸುವಂತೆ ಒತ್ತಾಯಿಸಿ ನಗರಸಭೆ ಆವರಣದಲ್ಲಿ ನಡೆಯುತ್ತಿರುವ ಅನಿರ್ದಿಷ್ಟ ಮುಷ್ಕರ ಎರಡನೇ ದಿನವೂ ಮುಂದುವರಿಯಿತು. ನೌಕರರ ಸಂಘದ ಪದಾಧಿಕಾರಿಗಳು ಸರ್ಕಾರದ ಧೋರಣೆಯನ್ನು ಖಂಡಿಸಿದರು. ಬೇಡಿಕೆ ಈಡೇರುವವರೆಗೂ ಹೋರಾಟ ನಿಲ್ಲಿಸುವುದಿಲ್ಲ ಎಂದು ಎಚ್ಚರಿಸಿದರು. ನಗರದ ಸ್ವಚ್ಛತೆ ಕಾರ್ಯ ಸ್ಥಗಿತಗೊಂಡಿದ್ದು ಕಸದ ರಾಶಿ ಹೆಚ್ಚಾಗಿದೆ. xyxy=(420,532,594,587)
fishermen-headline: 'ಮೀನುಗಾರರಿಗೆ ಶೀಘ್ರ ವಸತಿ ಸೌಲಭ್ಯ' xyxy=(6,701,157,716)
council-body-left: ಚಿತ್ರದುರ್ಗ: ಪೌರ ನೌಕರರ ಬೇಡಿಕೆಗಳನ್ನು ಈಡೇರಿಸುವಂತೆ ಒತ್ತಾಯಿಸಿ ನಗರಸಭೆ ಆವರಣದಲ್ಲಿ ನಡೆಯುತ್ತಿರುವ ಅನಿರ್ದಿಷ್ಟ ಮುಷ್ಕರ ಎರಡನೇ ದಿನವೂ ಮುಂದುವರಿಯಿತು. ನೌಕರರ ಸಂಘದ ಪದಾಧಿಕಾರಿಗಳು ಸರ್ಕಾರದ ಧೋರಣೆಯನ್ನು ಖಂಡಿಸಿದರು. ಬೇಡಿಕೆ ಈಡೇರುವವರೆಗೂ ಹೋರಾಟ ನಿಲ್ಲಿಸುವುದಿಲ್ಲ ಎಂದು ಎಚ್ಚರಿಸಿದರು. ನಗರದ ಸ್ವಚ್ಛತೆ ಕಾರ್ಯ ಸ್ಥಗಿತಗೊಂಡಿದ್ದು ಕಸದ ರಾಶಿ ಹೆಚ್ಚಾಗಿದೆ. ಚಿತ್ರದುರ್ಗ: ಪೌರ ನೌಕರರ ಬೇಡಿಕೆಗಳನ್ನು ಈಡೇರಿಸುವಂತೆ ಒತ್ತಾಯಿಸಿ ನಗರಸಭೆ ಆವರಣದಲ್ಲಿ ನಡೆಯುತ್ತಿರುವ ಅನಿರ್ದಿಷ್ಟ ಮುಷ್ಕರ ಎರಡನೇ ದಿನವೂ ಮುಂದುವರಿಯಿತು. ನೌಕರರ ಸಂಘದ ಪದಾಧಿಕಾರಿಗಳು ಸರ್ಕಾರದ ಧೋರಣೆಯನ್ನು ಖಂಡಿಸಿದರು. ಬೇಡಿಕೆ ಈಡೇರುವವರೆಗೂ ಹೋರಾಟ ನಿಲ್ಲಿಸುವುದಿಲ್ಲ ಎಂದು ಎಚ್ಚರಿಸಿದರು. ನಗರದ ಸ್ವಚ್ಛತೆ ಕಾರ್ಯ ಸ್ಥಗಿತಗೊಂಡಿದ್ದು ಕಸದ ರಾಶಿ ಹೆಚ್ಚಾಗಿದೆ. ಚಿತ್ರದುರ್ಗ: ಪೌರ ನೌಕರರ ಬೇಡಿಕೆಗಳನ್ನು ಈಡೇರಿಸುವಂತೆ ಒತ್ತಾಯಿಸಿ ನಗರಸಭೆ ಆವರಣದಲ್ಲಿ ನಡೆಯುತ್ತಿರುವ ಅನಿರ್ದಿಷ್ಟ ಮುಷ್ಕರ ಎರಡನೇ ದಿನವೂ ಮುಂದುವರಿಯಿತು. ನೌಕರರ ಸಂಘದ ಪದಾಧಿಕಾರಿಗಳು ಸರ್ಕಾರದ ಧೋರಣೆಯನ್ನು ಖಂಡಿಸಿದರು. ಬೇಡಿಕೆ ಈಡೇರುವವರೆಗೂ ಹೋರಾಟ ನಿಲ್ಲಿಸುವುದಿಲ್ಲ ಎಂದು ಎಚ್ಚರಿಸಿದರು. ನಗರದ ಸ್ವಚ್ಛತೆ ಕಾರ್ಯ ಸ್ಥಗಿತಗೊಂಡಿದ್ದು ಕಸದ ರಾಶಿ ಹೆಚ್ಚಾಗಿದೆ. ಚಿತ್ರದುರ್ಗ: ಪೌರ ನೌಕರರ ಬೇಡಿಕೆಗಳನ್ನು ಈಡೇರಿಸುವಂತೆ ಒತ್ತಾಯಿಸಿ ನಗರಸಭೆ ಆವರಣದಲ್ಲಿ ನಡೆಯುತ್ತಿರುವ ಅನಿರ್ದಿಷ್ಟ ಮುಷ್ಕರ ಎರಡನೇ ದಿನವೂ ಮುಂದುವರಿಯಿತು. ನೌಕರರ ಸಂಘದ ಪದಾಧಿಕಾರಿಗಳು ಸರ್ಕಾರದ ಧೋರಣೆಯನ್ನು ಖಂಡಿಸಿದರು. ಬೇಡಿಕೆ ಈಡೇರುವವರೆಗೂ ಹೋರಾಟ ನಿಲ್ಲಿಸುವುದಿಲ್ಲ ಎಂದು ಎಚ್ಚರಿಸಿದರು. ನಗರದ ಸ್ವಚ್ಛತೆ ಕಾರ್ಯ ಸ್ಥಗಿತಗೊಂಡಿದ್ದು ಕಸದ ರಾಶಿ ಹೆಚ್ಚಾಗಿದೆ. xyxy=(222,739,306,858)
quote-box xyxy=(498,737,596,805)
left-item-body: ಚಿತ್ರದುರ್ಗ: ಪೌರ ನೌಕರರ ಬೇಡಿಕೆಗಳನ್ನು ಈಡೇರಿಸುವಂತೆ ಒತ್ತಾಯಿಸಿ ನಗರಸಭೆ ಆವರಣದಲ್ಲಿ ನಡೆಯುತ್ತಿರುವ ಅನಿರ್ದಿಷ್ಟ ಮುಷ್ಕರ ಎರಡನೇ ದಿನವೂ ಮುಂದುವರಿಯಿತು. ನೌಕರರ ಸಂಘದ ಪದಾಧಿಕಾರಿಗಳು ಸರ್ಕಾರದ ಧೋರಣೆಯನ್ನು ಖಂಡಿಸಿದರು. ಬೇಡಿಕೆ ಈಡೇರುವವರೆಗೂ ಹೋರಾಟ ನಿಲ್ಲಿಸುವುದಿಲ್ಲ ಎಂದು ಎಚ್ಚರಿಸಿದರು. ನಗರದ ಸ್ವಚ್ಛತೆ ಕಾರ್ಯ ಸ್ಥಗಿತಗೊಂಡಿದ್ದು ಕಸದ ರಾಶಿ ಹೆಚ್ಚಾಗಿದೆ. ಚಿತ್ರದುರ್ಗ: ಪೌರ ನೌಕರರ ಬೇಡಿಕೆಗಳನ್ನು ಈಡೇರಿಸುವಂತೆ ಒತ್ತಾಯಿಸಿ ನಗರಸಭೆ ಆವರಣದಲ್ಲಿ ನಡೆಯುತ್ತಿರುವ ಅನಿರ್ದಿಷ್ಟ ಮುಷ್ಕರ ಎರಡನೇ ದಿನವೂ ಮುಂದುವರಿಯಿತು. ನೌಕರರ ಸಂಘದ ಪದಾಧಿಕಾರಿಗಳು ಸರ್ಕಾರದ ಧೋರಣೆಯನ್ನು ಖಂಡಿಸಿದರು. ಬೇಡಿಕೆ ಈಡೇರುವವರೆಗೂ ಹೋರಾಟ ನಿಲ್ಲಿಸುವುದಿಲ್ಲ ಎಂದು ಎಚ್ಚರಿಸಿದರು. ನಗರದ ಸ್ವಚ್ಛತೆ ಕಾರ್ಯ ಸ್ಥಗಿತಗೊಂಡಿದ್ದು ಕಸದ ರಾಶಿ ಹೆಚ್ಚಾಗಿದೆ. ಚಿತ್ರದುರ್ಗ: ಪೌರ ನೌಕರರ ಬೇಡಿಕೆಗಳನ್ನು ಈಡೇರಿಸುವಂತೆ ಒತ್ತಾಯಿಸಿ ನಗರಸಭೆ ಆವರಣದಲ್ಲಿ ನಡೆಯುತ್ತಿರುವ ಅನಿರ್ದಿಷ್ಟ ಮುಷ್ಕರ ಎರಡನೇ ದಿನವೂ ಮುಂದುವರಿಯಿತು. ನೌಕರರ ಸಂಘದ ಪದಾಧಿಕಾರಿಗಳು ಸರ್ಕಾರದ ಧೋರಣೆಯನ್ನು ಖಂಡಿಸಿದರು. ಬೇಡಿಕೆ ಈಡೇರುವವರೆಗೂ xyxy=(6,554,115,604)
registration-mark xyxy=(112,914,122,924)
page-number: 4 xyxy=(6,2,20,26)
obituary-heading: ನಿಧನ ವಾರ್ತೆ xyxy=(40,610,74,619)
registration-mark xyxy=(498,914,508,924)
registration-mark xyxy=(80,914,90,924)
section-rule xyxy=(122,593,596,594)
fishermen-byline: ■ ಉದಯವಾಣಿ ಸಮಾಚಾರ xyxy=(6,722,44,727)
hosadurga-caption: ಚಿತ್ರದುರ್ಗ: ಪೌರ ನೌಕರರ ಬೇಡಿಕೆಗಳನ್ನು ಈಡೇರಿಸುವಂತೆ ಒತ್ತಾಯಿಸಿ ನಗರಸಭೆ ಆವರಣದಲ್ಲಿ ನಡೆಯುತ್ತಿರುವ ಅನಿರ್ದಿಷ್ಟ ಮುಷ್ಕರ ಎರಡನೇ ದಿನವೂ ಮುಂದುವರಿಯಿತು. ನೌಕರರ ಸಂಘದ ಪದಾಧಿಕಾರಿಗಳು ಸರ್ಕಾರದ ಧೋರಣೆಯನ್ನು ಖಂಡಿಸಿದರು. ಬೇಡಿಕೆ ಈಡೇರುವವರೆಗೂ ಹೋರಾಟ xyxy=(420,428,591,437)
brand-name: ಉದಯವಾಣಿ xyxy=(20,6,60,16)
masthead-rule xyxy=(4,37,596,39)
quote-attribution: - ನೇತ್ರಾವತಿ ಪ್ರಸನ್ನ xyxy=(564,796,592,801)
bottom-divider xyxy=(218,700,219,912)
masthead-right-story: ಚಿತ್ರದುರ್ಗ: ಪೌರ ನೌಕರರ ಬೇಡಿಕೆಗಳನ್ನು ಈಡೇರಿಸುವಂತೆ ಒತ್ತಾಯಿಸಿ ನಗರಸಭೆ ಆವರಣದಲ್ಲಿ ನಡೆಯುತ್ತಿರುವ ಅನಿರ್ದಿಷ್ಟ ಮುಷ್ಕರ ಎರಡನೇ ದಿನವೂ ಮುಂದುವರಿಯಿತು. ನೌಕರರ ಸಂಘದ ಪದಾಧಿಕಾರಿಗಳು ಸರ್ಕಾರದ ಧೋರಣೆಯನ್ನು ಖಂಡಿಸಿದರು. ಬೇಡಿಕೆ ಈಡೇರುವವರೆಗೂ ಹೋರಾಟ ನಿಲ್ಲಿಸುವುದಿಲ್ಲ ಎಂದು ಎಚ್ಚರಿಸಿದರು. ನಗರದ ಸ್ವಚ್ಛತೆ ಕಾರ್ಯ ಸ್ಥಗಿತಗೊಂಡಿದ್ದು ಕಸದ ರಾಶಿ ಹೆಚ್ಚಾಗಿದೆ. ಚಿತ್ರದುರ್ಗ: ಪೌರ ನೌಕರರ ಬೇಡಿಕೆಗಳನ್ನು ಈಡೇರಿಸುವಂತೆ ಒತ್ತಾಯಿಸಿ ನಗರಸಭೆ ಆವರಣದಲ್ಲಿ ನಡೆಯುತ್ತಿರುವ ಅನಿರ್ದಿಷ್ಟ ಮುಷ್ಕರ ಎರಡನೇ ದಿನವೂ ಮುಂದುವರಿಯಿತು. ನೌಕರರ ಸಂಘದ ಪದಾಧಿಕಾರಿಗಳು ಸರ್ಕಾರದ ಧೋರಣೆಯನ್ನು ಖಂಡಿಸಿದರು. ಬೇಡಿಕೆ ಈಡೇರುವವರೆಗೂ ಹೋರಾಟ ನಿಲ್ಲಿಸುವುದಿಲ್ಲ ಎಂದು ಎಚ್ಚರಿಸಿದರು. ನಗರದ ಸ್ವಚ್ಛತೆ ಕಾರ್ಯ ಸ್ಥಗಿತಗೊಂಡಿದ್ದು ಕಸದ ರಾಶಿ ಹೆಚ್ಚಾಗಿದೆ. ಚಿತ್ರದುರ್ಗ: ಪೌರ ನೌಕರರ ಬೇಡಿಕೆಗಳನ್ನು ಈಡೇರಿಸುವಂತೆ ಒತ್ತಾಯಿಸಿ ನಗರಸಭೆ ಆವರಣದಲ್ಲಿ ನಡೆಯುತ್ತಿರುವ ಅನಿರ್ದಿಷ್ಟ ಮುಷ್ಕರ ಎರಡನೇ ದಿನವೂ ಮುಂದುವರಿಯಿತು. ನೌಕರರ ಸಂಘದ ಪದಾಧಿಕಾರಿಗಳು ಸರ್ಕಾರದ ಧೋರಣೆಯನ್ನು ಖಂಡಿಸಿದರು. ಬೇಡಿಕೆ ಈಡೇರುವವರೆಗೂ ಹೋರಾಟ ನಿಲ್ಲಿಸುವುದಿಲ್ಲ ಎಂದು ಎಚ್ಚರಿಸಿದರು. ನಗರದ ಸ್ವಚ್ಛತೆ ಕಾರ್ಯ ಸ್ಥಗಿತಗೊಂಡಿದ್ದು ಕಸದ ರಾಶಿ ಹೆಚ್ಚಾಗಿದೆ. ಚಿತ್ರದುರ್ಗ: ಪೌರ ನೌಕರರ ಬೇಡಿಕೆಗಳನ್ನು ಈಡೇರಿಸುವಂತೆ ಒತ್ತಾಯಿಸಿ ನಗರಸಭೆ ಆವರಣದಲ್ಲಿ ನಡೆಯುತ್ತಿರುವ ಅನಿರ್ದಿಷ್ಟ ಮುಷ್ಕರ xyxy=(340,4,594,31)
permanent-byline: ■ ಉದಯವಾಣಿ ಸಮಾಚಾರ xyxy=(326,460,364,465)
left-item-body: ಚಿತ್ರದುರ್ಗ: ಪೌರ ನೌಕರರ ಬೇಡಿಕೆಗಳನ್ನು ಈಡೇರಿಸುವಂತೆ ಒತ್ತಾಯಿಸಿ ನಗರಸಭೆ ಆವರಣದಲ್ಲಿ ನಡೆಯುತ್ತಿರುವ ಅನಿರ್ದಿಷ್ಟ ಮುಷ್ಕರ ಎರಡನೇ ದಿನವೂ ಮುಂದುವರಿಯಿತು. ನೌಕರರ ಸಂಘದ ಪದಾಧಿಕಾರಿಗಳು ಸರ್ಕಾರದ ಧೋರಣೆಯನ್ನು ಖಂಡಿಸಿದರು. ಬೇಡಿಕೆ ಈಡೇರುವವರೆಗೂ ಹೋರಾಟ ನಿಲ್ಲಿಸುವುದಿಲ್ಲ ಎಂದು ಎಚ್ಚರಿಸಿದರು. ನಗರದ ಸ್ವಚ್ಛತೆ ಕಾರ್ಯ ಸ್ಥಗಿತಗೊಂಡಿದ್ದು ಕಸದ ರಾಶಿ ಹೆಚ್ಚಾಗಿದೆ. ಚಿತ್ರದುರ್ಗ: ಪೌರ ನೌಕರರ ಬೇಡಿಕೆಗಳನ್ನು ಈಡೇರಿಸುವಂತೆ ಒತ್ತಾಯಿಸಿ ನಗರಸಭೆ ಆವರಣದಲ್ಲಿ ನಡೆಯುತ್ತಿರುವ ಅನಿರ್ದಿಷ್ಟ ಮುಷ್ಕರ ಎರಡನೇ ದಿನವೂ ಮುಂದುವರಿಯಿತು. ನೌಕರರ ಸಂಘದ ಪದಾಧಿಕಾರಿಗಳು ಸರ್ಕಾರದ ಧೋರಣೆಯನ್ನು ಖಂಡಿಸಿದರು. ಬೇಡಿಕೆ ಈಡೇರುವವರೆಗೂ ಹೋರಾಟ ನಿಲ್ಲಿಸುವುದಿಲ್ಲ ಎಂದು ಎಚ್ಚರಿಸಿದರು. ನಗರದ ಸ್ವಚ್ಛತೆ ಕಾರ್ಯ ಸ್ಥಗಿತಗೊಂಡಿದ್ದು ಕಸದ ರಾಶಿ ಹೆಚ್ಚಾಗಿದೆ. ಚಿತ್ರದುರ್ಗ: ಪೌರ ನೌಕರರ ಬೇಡಿಕೆಗಳನ್ನು ಈಡೇರಿಸುವಂತೆ ಒತ್ತಾಯಿಸಿ ನಗರಸಭೆ ಆವರಣದಲ್ಲಿ ನಡೆಯುತ್ತಿರುವ ಅನಿರ್ದಿಷ್ಟ ಮುಷ್ಕರ ಎರಡನೇ ದಿನವೂ ಮುಂದುವರಿಯಿತು. ನೌಕರರ ಸಂಘದ ಪದಾಧಿಕಾರಿಗಳು ಸರ್ಕಾರದ ಧೋರಣೆಯನ್ನು ಖಂಡಿಸಿದರು. ಬೇಡಿಕೆ ಈಡೇರುವವರೆಗೂ ಹೋರಾಟ ನಿಲ್ಲಿಸುವುದಿಲ್ಲ ಎಂದು ಎಚ್ಚರಿಸಿದರು. ನಗರದ ಸ್ವಚ್ಛತೆ ಕಾರ್ಯ ಸ್ಥಗಿತಗೊಂಡಿದ್ದು ಕಸದ ರಾಶಿ ಹೆಚ್ಚಾಗಿದೆ. ಚಿತ್ರದುರ್ಗ: ಪೌರ ನೌಕರರ ಬೇಡಿಕೆಗಳನ್ನು ಈಡೇರಿಸುವಂತೆ ಒತ್ತಾಯಿಸಿ ನಗರಸಭೆ xyxy=(6,52,115,112)
lead-headline: ಪೌರ ನೌಕರರ ಬೇಡಿಕೆ ಈಡೇರಿಕೆಗೆ ನಿರ್ಲಕ್ಷ್ಯ ಏಕೆ? xyxy=(122,40,377,59)
row2-divider xyxy=(322,443,323,593)
hosadurga-lower-body: ಚಿತ್ರದುರ್ಗ: ಪೌರ ನೌಕರರ ಬೇಡಿಕೆಗಳನ್ನು ಈಡೇರಿಸುವಂತೆ ಒತ್ತಾಯಿಸಿ ನಗರಸಭೆ ಆವರಣದಲ್ಲಿ ನಡೆಯುತ್ತಿರುವ ಅನಿರ್ದಿಷ್ಟ ಮುಷ್ಕರ ಎರಡನೇ ದಿನವೂ ಮುಂದುವರಿಯಿತು. ನೌಕರರ ಸಂಘದ ಪದಾಧಿಕಾರಿಗಳು ಸರ್ಕಾರದ ಧೋರಣೆಯನ್ನು ಖಂಡಿಸಿದರು. ಬೇಡಿಕೆ ಈಡೇರುವವರೆಗೂ ಹೋರಾಟ ನಿಲ್ಲಿಸುವುದಿಲ್ಲ ಎಂದು ಎಚ್ಚರಿಸಿದರು. ನಗರದ ಸ್ವಚ್ಛತೆ ಕಾರ್ಯ ಸ್ಥಗಿತಗೊಂಡಿದ್ದು ಕಸದ ರಾಶಿ ಹೆಚ್ಚಾಗಿದೆ. ಚಿತ್ರದುರ್ಗ: ಪೌರ ನೌಕರರ ಬೇಡಿಕೆಗಳನ್ನು ಈಡೇರಿಸುವಂತೆ ಒತ್ತಾಯಿಸಿ ನಗರಸಭೆ ಆವರಣದಲ್ಲಿ ನಡೆಯುತ್ತಿರುವ ಅನಿರ್ದಿಷ್ಟ ಮುಷ್ಕರ ಎರಡನೇ ದಿನವೂ ಮುಂದುವರಿಯಿತು. ನೌಕರರ ಸಂಘದ ಪದಾಧಿಕಾರಿಗಳು ಸರ್ಕಾರದ ಧೋರಣೆಯನ್ನು ಖಂಡಿಸಿದರು. ಬೇಡಿಕೆ ಈಡೇರುವವರೆಗೂ ಹೋರಾಟ ನಿಲ್ಲಿಸುವುದಿಲ್ಲ ಎಂದು ಎಚ್ಚರಿಸಿದರು. ನಗರದ ಸ್ವಚ್ಛತೆ ಕಾರ್ಯ ಸ್ಥಗಿತಗೊಂಡಿದ್ದು ಕಸದ ರಾಶಿ ಹೆಚ್ಚಾಗಿದೆ. ಚಿತ್ರದುರ್ಗ: ಪೌರ ನೌಕರರ ಬೇಡಿಕೆಗಳನ್ನು xyxy=(236,394,412,421)
lead-bottom-rule xyxy=(234,306,480,307)
section-title: ಚಿತ್ರದುರ್ಗ xyxy=(116,6,192,31)
lead-side-body: ಚಿತ್ರದುರ್ಗ: ಪೌರ ನೌಕರರ ಬೇಡಿಕೆಗಳನ್ನು ಈಡೇರಿಸುವಂತೆ ಒತ್ತಾಯಿಸಿ ನಗರಸಭೆ ಆವರಣದಲ್ಲಿ ನಡೆಯುತ್ತಿರುವ ಅನಿರ್ದಿಷ್ಟ ಮುಷ್ಕರ ಎರಡನೇ ದಿನವೂ ಮುಂದುವರಿಯಿತು. ನೌಕರರ ಸಂಘದ ಪದಾಧಿಕಾರಿಗಳು ಸರ್ಕಾರದ ಧೋರಣೆಯನ್ನು ಖಂಡಿಸಿದರು. ಬೇಡಿಕೆ ಈಡೇರುವವರೆಗೂ ಹೋರಾಟ ನಿಲ್ಲಿಸುವುದಿಲ್ಲ ಎಂದು ಎಚ್ಚರಿಸಿದರು. ನಗರದ ಸ್ವಚ್ಛತೆ ಕಾರ್ಯ ಸ್ಥಗಿತಗೊಂಡಿದ್ದು ಕಸದ ರಾಶಿ ಹೆಚ್ಚಾಗಿದೆ. ಚಿತ್ರದುರ್ಗ: ಪೌರ ನೌಕರರ ಬೇಡಿಕೆಗಳನ್ನು ಈಡೇರಿಸುವಂತೆ ಒತ್ತಾಯಿಸಿ ನಗರಸಭೆ ಆವರಣದಲ್ಲಿ ನಡೆಯುತ್ತಿರುವ ಅನಿರ್ದಿಷ್ಟ ಮುಷ್ಕರ ಎರಡನೇ ದಿನವೂ ಮುಂದುವರಿಯಿತು. ನೌಕರರ ಸಂಘದ ಪದಾಧಿಕಾರಿಗಳು ಸರ್ಕಾರದ ಧೋರಣೆಯನ್ನು ಖಂಡಿಸಿದರು. ಬೇಡಿಕೆ ಈಡೇರುವವರೆಗೂ ಹೋರಾಟ ನಿಲ್ಲಿಸುವುದಿಲ್ಲ ಎಂದು ಎಚ್ಚರಿಸಿದರು. ನಗರದ ಸ್ವಚ್ಛತೆ ಕಾರ್ಯ ಸ್ಥಗಿತಗೊಂಡಿದ್ದು ಕಸದ ರಾಶಿ ಹೆಚ್ಚಾಗಿದೆ. ಚಿತ್ರದುರ್ಗ: ಪೌರ ನೌಕರರ ಬೇಡಿಕೆಗಳನ್ನು ಈಡೇರಿಸುವಂತೆ ಒತ್ತಾಯಿಸಿ ನಗರಸಭೆ ಆವರಣದಲ್ಲಿ ನಡೆಯುತ್ತಿರುವ ಅನಿರ್ದಿಷ್ಟ ಮುಷ್ಕರ ಎರಡನೇ ದಿನವೂ ಮುಂದುವರಿಯಿತು. ನೌಕರರ ಸಂಘದ ಪದಾಧಿಕಾರಿಗಳು ಸರ್ಕಾರದ ಧೋರಣೆಯನ್ನು ಖಂಡಿಸಿದರು. ಬೇಡಿಕೆ ಈಡೇರುವವರೆಗೂ ಹೋರಾಟ ನಿಲ್ಲಿಸುವುದಿಲ್ಲ ಎಂದು ಎಚ್ಚರಿಸಿದರು. ನಗರದ ಸ್ವಚ್ಛತೆ ಕಾರ್ಯ ಸ್ಥಗಿತಗೊಂಡಿದ್ದು ಕಸದ ರಾಶಿ ಹೆಚ್ಚಾಗಿದೆ. ಚಿತ್ರದುರ್ಗ: ಪೌರ ನೌಕರರ ಬೇಡಿಕೆಗಳನ್ನು ಈಡೇರಿಸುವಂತೆ ಒತ್ತಾಯಿಸಿ ನಗರಸಭೆ ಆವರಣದಲ್ಲಿ ನಡೆಯುತ್ತಿರುವ ಅನಿರ್ದಿಷ್ಟ ಮುಷ್ಕರ ಎರಡನೇ ದಿನವೂ ಮುಂದುವರಿಯಿತು. ನೌಕರರ ಸಂಘದ ಪದಾಧಿಕಾರಿಗಳು ಸರ್ಕಾರದ ಧೋರಣೆಯನ್ನು ಖಂಡಿಸಿದರು. ಬೇಡಿಕೆ ಈಡೇರುವವರೆಗೂ ಹೋರಾಟ ನಿಲ್ಲಿಸುವುದಿಲ್ಲ ಎಂದು ಎಚ್ಚರಿಸಿದರು. ನಗರದ ಸ್ವಚ್ಛತೆ ಕಾರ್ಯ ಸ್ಥಗಿತಗೊಂಡಿದ್ದು ಕಸದ ರಾಶಿ ಹೆಚ್ಚಾಗಿದೆ. xyxy=(484,176,594,259)
lead-byline: ■ ಉದಯವಾಣಿ ಸಮಾಚಾರ xyxy=(124,76,162,81)
seed-photo-1 xyxy=(282,597,424,669)
council-headline: ನಗರಸಭೆ ಅಧಿಕಾರಿಗಳ ಕಾರ್ಯವೈಖರಿಗೆ ಸದಸ್ಯರ ಕಿಡಿ xyxy=(222,711,470,729)
hosadurga-headline: ಹೊಸದುರ್ಗ: ಕರ್ತವ್ಯಕ್ಕೆ ಪೌರ ನೌಕರರು ಗೈರು xyxy=(236,312,381,323)
left-divider xyxy=(6,606,116,607)
seed-headline: ಬೀಜ ಮಾರಾಟ ಕೇಂದ್ರಕ್ಕೆ ಚಾಲನೆ xyxy=(124,598,227,609)
lead-second-byline: ■ ಉದಯವಾಣಿ ಸಮಾಚಾರ xyxy=(236,244,274,249)
registration-mark xyxy=(128,914,138,924)
permanent-caption: ಚಿತ್ರದುರ್ಗ: ಪೌರ ನೌಕರರ ಬೇಡಿಕೆಗಳನ್ನು ಈಡೇರಿಸುವಂತೆ ಒತ್ತಾಯಿಸಿ ನಗರಸಭೆ ಆವರಣದಲ್ಲಿ ನಡೆಯುತ್ತಿರುವ ಅನಿರ್ದಿಷ್ಟ ಮುಷ್ಕರ ಎರಡನೇ ದಿನವೂ ಮುಂದುವರಿಯಿತು. ನೌಕರರ ಸಂಘದ ಪದಾಧಿಕಾರಿಗಳು ಸರ್ಕಾರದ ಧೋರಣೆಯನ್ನು ಖಂಡಿಸಿದರು. ಬೇಡಿಕೆ ಈಡೇರುವವರೆಗೂ ಹೋರಾಟ xyxy=(420,520,591,529)
teaser-1: ವಿದ್ಯಾರ್ಥಿ ಕೂಟ ಶೀಘ್ರ xyxy=(256,5,295,11)
permanent-photo xyxy=(420,460,594,518)
page-date: ಗುರುವಾರ, ಮೇ 29, 2025 xyxy=(20,20,68,25)
hosadurga-photo xyxy=(322,326,418,392)
left-divider xyxy=(6,424,116,425)
corner-code: CMD 4 xyxy=(230,4,244,9)
council-byline: ■ ಉದಯವಾಣಿ ಸಮಾಚಾರ xyxy=(222,733,260,738)
permanent-body: ಚಿತ್ರದುರ್ಗ: ಪೌರ ನೌಕರರ ಬೇಡಿಕೆಗಳನ್ನು ಈಡೇರಿಸುವಂತೆ ಒತ್ತಾಯಿಸಿ ನಗರಸಭೆ ಆವರಣದಲ್ಲಿ ನಡೆಯುತ್ತಿರುವ ಅನಿರ್ದಿಷ್ಟ ಮುಷ್ಕರ ಎರಡನೇ ದಿನವೂ ಮುಂದುವರಿಯಿತು. ನೌಕರರ ಸಂಘದ ಪದಾಧಿಕಾರಿಗಳು ಸರ್ಕಾರದ ಧೋರಣೆಯನ್ನು ಖಂಡಿಸಿದರು. ಬೇಡಿಕೆ ಈಡೇರುವವರೆಗೂ ಹೋರಾಟ ನಿಲ್ಲಿಸುವುದಿಲ್ಲ ಎಂದು ಎಚ್ಚರಿಸಿದರು. ನಗರದ ಸ್ವಚ್ಛತೆ ಕಾರ್ಯ ಸ್ಥಗಿತಗೊಂಡಿದ್ದು ಕಸದ ರಾಶಿ ಹೆಚ್ಚಾಗಿದೆ. ಚಿತ್ರದುರ್ಗ: ಪೌರ ನೌಕರರ ಬೇಡಿಕೆಗಳನ್ನು ಈಡೇರಿಸುವಂತೆ ಒತ್ತಾಯಿಸಿ ನಗರಸಭೆ ಆವರಣದಲ್ಲಿ ನಡೆಯುತ್ತಿರುವ ಅನಿರ್ದಿಷ್ಟ ಮುಷ್ಕರ ಎರಡನೇ ದಿನವೂ ಮುಂದುವರಿಯಿತು. ನೌಕರರ ಸಂಘದ ಪದಾಧಿಕಾರಿಗಳು ಸರ್ಕಾರದ ಧೋರಣೆಯನ್ನು ಖಂಡಿಸಿದರು. ಬೇಡಿಕೆ ಈಡೇರುವವರೆಗೂ ಹೋರಾಟ ನಿಲ್ಲಿಸುವುದಿಲ್ಲ ಎಂದು ಎಚ್ಚರಿಸಿದರು. ನಗರದ ಸ್ವಚ್ಛತೆ ಕಾರ್ಯ ಸ್ಥಗಿತಗೊಂಡಿದ್ದು ಕಸದ ರಾಶಿ ಹೆಚ್ಚಾಗಿದೆ. ಚಿತ್ರದುರ್ಗ: ಪೌರ ನೌಕರರ ಬೇಡಿಕೆಗಳನ್ನು ಈಡೇರಿಸುವಂತೆ ಒತ್ತಾಯಿಸಿ ನಗರಸಭೆ ಆವರಣದಲ್ಲಿ ನಡೆಯುತ್ತಿರುವ ಅನಿರ್ದಿಷ್ಟ ಮುಷ್ಕರ ಎರಡನೇ ದಿನವೂ ಮುಂದುವರಿಯಿತು. ನೌಕರರ ಸಂಘದ ಪದಾಧಿಕಾರಿಗಳು ಸರ್ಕಾರದ ಧೋರಣೆಯನ್ನು ಖಂಡಿಸಿದರು. ಬೇಡಿಕೆ ಈಡೇರುವವರೆಗೂ ಹೋರಾಟ ನಿಲ್ಲಿಸುವುದಿಲ್ಲ ಎಂದು ಎಚ್ಚರಿಸಿದರು. ನಗರದ ಸ್ವಚ್ಛತೆ ಕಾರ್ಯ ಸ್ಥಗಿತಗೊಂಡಿದ್ದು ಕಸದ ರಾಶಿ ಹೆಚ್ಚಾಗಿದೆ. ಚಿತ್ರದುರ್ಗ: ಪೌರ ನೌಕರರ ಬೇಡಿಕೆಗಳನ್ನು ಈಡೇರಿಸುವಂತೆ ಒತ್ತಾಯಿಸಿ ನಗರಸಭೆ ಆವರಣದಲ್ಲಿ ನಡೆಯುತ್ತಿರುವ ಅನಿರ್ದಿಷ್ಟ ಮುಷ್ಕರ ಎರಡನೇ ದಿನವೂ ಮುಂದುವರಿಯಿತು. ನೌಕರರ ಸಂಘದ ಪದಾಧಿಕಾರಿಗಳು ಸರ್ಕಾರದ ಧೋರಣೆಯನ್ನು ಖಂಡಿಸಿದರು. ಬೇಡಿಕೆ ಈಡೇರುವವರೆಗೂ ಹೋರಾಟ ನಿಲ್ಲಿಸುವುದಿಲ್ಲ ಎಂದು ಎಚ್ಚರಿಸಿದರು. ನಗರದ ಸ್ವಚ್ಛತೆ ಕಾರ್ಯ ಸ್ಥಗಿತಗೊಂಡಿದ್ದು ಕಸದ ರಾಶಿ ಹೆಚ್ಚಾಗಿದೆ. xyxy=(326,466,417,581)
left-divider xyxy=(6,292,116,293)
fishermen-photo xyxy=(64,722,216,788)
obituary-body: ಚಿತ್ರದುರ್ಗ: ಪೌರ ನೌಕರರ ಬೇಡಿಕೆಗಳನ್ನು ಈಡೇರಿಸುವಂತೆ ಒತ್ತಾಯಿಸಿ ನಗರಸಭೆ ಆವರಣದಲ್ಲಿ ನಡೆಯುತ್ತಿರುವ ಅನಿರ್ದಿಷ್ಟ ಮುಷ್ಕರ ಎರಡನೇ ದಿನವೂ ಮುಂದುವರಿಯಿತು. ನೌಕರರ ಸಂಘದ ಪದಾಧಿಕಾರಿಗಳು ಸರ್ಕಾರದ ಧೋರಣೆಯನ್ನು ಖಂಡಿಸಿದರು. ಬೇಡಿಕೆ ಈಡೇರುವವರೆಗೂ ಹೋರಾಟ ನಿಲ್ಲಿಸುವುದಿಲ್ಲ ಎಂದು ಎಚ್ಚರಿಸಿದರು. ನಗರದ ಸ್ವಚ್ಛತೆ ಕಾರ್ಯ ಸ್ಥಗಿತಗೊಂಡಿದ್ದು ಕಸದ ರಾಶಿ ಹೆಚ್ಚಾಗಿದೆ. ಚಿತ್ರದುರ್ಗ: ಪೌರ ನೌಕರರ ಬೇಡಿಕೆಗಳನ್ನು ಈಡೇರಿಸುವಂತೆ ಒತ್ತಾಯಿಸಿ ನಗರಸಭೆ ಆವರಣದಲ್ಲಿ ನಡೆಯುತ್ತಿರುವ ಅನಿರ್ದಿಷ್ಟ ಮುಷ್ಕರ ಎರಡನೇ ದಿನವೂ ಮುಂದುವರಿಯಿತು. ನೌಕರರ ಸಂಘದ ಪದಾಧಿಕಾರಿಗಳು ಸರ್ಕಾರದ ಧೋರಣೆಯನ್ನು ಖಂಡಿಸಿದರು. ಬೇಡಿಕೆ ಈಡೇರುವವರೆಗೂ ಹೋರಾಟ ನಿಲ್ಲಿಸುವುದಿಲ್ಲ ಎಂದು ಎಚ್ಚರಿಸಿದರು. ನಗರದ ಸ್ವಚ್ಛತೆ ಕಾರ್ಯ ಸ್ಥಗಿತಗೊಂಡಿದ್ದು ಕಸದ ರಾಶಿ ಹೆಚ್ಚಾಗಿದೆ. ಚಿತ್ರದುರ್ಗ: ಪೌರ ನೌಕರರ xyxy=(38,622,116,676)
seed-caption-2: ಚಿತ್ರದುರ್ಗ: ಪೌರ ನೌಕರರ ಬೇಡಿಕೆಗಳನ್ನು ಈಡೇರಿಸುವಂತೆ ಒತ್ತಾಯಿಸಿ ನಗರಸಭೆ ಆವರಣದಲ್ಲಿ ನಡೆಯುತ್ತಿರುವ ಅನಿರ್ದಿಷ್ಟ ಮುಷ್ಕರ ಎರಡನೇ ದಿನವೂ ಮುಂದುವರಿಯಿತು. ನೌಕರರ ಸಂಘದ ಪದಾಧಿಕಾರಿಗಳು ಸರ್ಕಾರದ ಧೋರಣೆಯನ್ನು ಖಂಡಿಸಿದರು. ಬೇಡಿಕೆ ಈಡೇರುವವರೆಗೂ ಹೋರಾಟ ನಿಲ್ಲಿಸುವುದಿಲ್ಲ ಎಂದು ಎಚ್ಚರಿಸಿದರು. ನಗರದ ಸ್ವಚ್ಛತೆ ಕಾರ್ಯ ಸ್ಥಗಿತಗೊಂಡಿದ್ದು ಕಸದ ರಾಶಿ ಹೆಚ್ಚಾಗಿದೆ. ಚಿತ್ರದುರ್ಗ: ಪೌರ ನೌಕರರ ಬೇಡಿಕೆಗಳನ್ನು ಈಡೇರಿಸುವಂತೆ ಒತ್ತಾಯಿಸಿ ನಗರಸಭೆ ಆವರಣದಲ್ಲಿ ನಡೆಯುತ್ತಿರುವ ಅನಿರ್ದಿಷ್ಟ ಮುಷ್ಕರ ಎರಡನೇ ದಿನವೂ xyxy=(426,671,592,689)
left-item-body: ಚಿತ್ರದುರ್ಗ: ಪೌರ ನೌಕರರ ಬೇಡಿಕೆಗಳನ್ನು ಈಡೇರಿಸುವಂತೆ ಒತ್ತಾಯಿಸಿ ನಗರಸಭೆ ಆವರಣದಲ್ಲಿ ನಡೆಯುತ್ತಿರುವ ಅನಿರ್ದಿಷ್ಟ ಮುಷ್ಕರ ಎರಡನೇ ದಿನವೂ ಮುಂದುವರಿಯಿತು. ನೌಕರರ ಸಂಘದ ಪದಾಧಿಕಾರಿಗಳು ಸರ್ಕಾರದ ಧೋರಣೆಯನ್ನು ಖಂಡಿಸಿದರು. ಬೇಡಿಕೆ ಈಡೇರುವವರೆಗೂ ಹೋರಾಟ ನಿಲ್ಲಿಸುವುದಿಲ್ಲ ಎಂದು ಎಚ್ಚರಿಸಿದರು. ನಗರದ ಸ್ವಚ್ಛತೆ ಕಾರ್ಯ ಸ್ಥಗಿತಗೊಂಡಿದ್ದು ಕಸದ ರಾಶಿ ಹೆಚ್ಚಾಗಿದೆ. ಚಿತ್ರದುರ್ಗ: ಪೌರ ನೌಕರರ ಬೇಡಿಕೆಗಳನ್ನು ಈಡೇರಿಸುವಂತೆ ಒತ್ತಾಯಿಸಿ ನಗರಸಭೆ ಆವರಣದಲ್ಲಿ ನಡೆಯುತ್ತಿರುವ ಅನಿರ್ದಿಷ್ಟ ಮುಷ್ಕರ ಎರಡನೇ ದಿನವೂ ಮುಂದುವರಿಯಿತು. ನೌಕರರ ಸಂಘದ ಪದಾಧಿಕಾರಿಗಳು ಸರ್ಕಾರದ ಧೋರಣೆಯನ್ನು ಖಂಡಿಸಿದರು. ಬೇಡಿಕೆ ಈಡೇರುವವರೆಗೂ ಹೋರಾಟ ನಿಲ್ಲಿಸುವುದಿಲ್ಲ ಎಂದು ಎಚ್ಚರಿಸಿದರು. ನಗರದ ಸ್ವಚ್ಛತೆ ಕಾರ್ಯ ಸ್ಥಗಿತಗೊಂಡಿದ್ದು ಕಸದ ರಾಶಿ ಹೆಚ್ಚಾಗಿದೆ. ಚಿತ್ರದುರ್ಗ: ಪೌರ ನೌಕರರ ಬೇಡಿಕೆಗಳನ್ನು ಈಡೇರಿಸುವಂತೆ ಒತ್ತಾಯಿಸಿ ನಗರಸಭೆ ಆವರಣದಲ್ಲಿ ನಡೆಯುತ್ತಿರುವ ಅನಿರ್ದಿಷ್ಟ ಮುಷ್ಕರ ಎರಡನೇ ದಿನವೂ ಮುಂದುವರಿಯಿತು. ನೌಕರರ ಸಂಘದ ಪದಾಧಿಕಾರಿಗಳು ಸರ್ಕಾರದ ಧೋರಣೆಯನ್ನು ಖಂಡಿಸಿದರು. ಬೇಡಿಕೆ ಈಡೇರುವವರೆಗೂ ಹೋರಾಟ ನಿಲ್ಲಿಸುವುದಿಲ್ಲ ಎಂದು ಎಚ್ಚರಿಸಿದರು. ನಗರದ ಸ್ವಚ್ಛತೆ ಕಾರ್ಯ ಸ್ಥಗಿತಗೊಂಡಿದ್ದು ಕಸದ ರಾಶಿ ಹೆಚ್ಚಾಗಿದೆ. ಚಿತ್ರದುರ್ಗ: ಪೌರ ನೌಕರರ ಬೇಡಿಕೆಗಳನ್ನು ಈಡೇರಿಸುವಂತೆ ಒತ್ತಾಯಿಸಿ ನಗರಸಭೆ ಆವರಣದಲ್ಲಿ ನಡೆಯುತ್ತಿರುವ ಅನಿರ್ದಿಷ್ಟ ಮುಷ್ಕರ ಎರಡನೇ ದಿನವೂ ಮುಂದುವರಿಯಿತು. ನೌಕರರ ಸಂಘದ ಪದಾಧಿಕಾರಿಗಳು ಸರ್ಕಾರದ ಧೋರಣೆಯನ್ನು ಖಂಡಿಸಿದರು. ಬೇಡಿಕೆ ಈಡೇರುವವರೆಗೂ ಹೋರಾಟ ನಿಲ್ಲಿಸುವುದಿಲ್ಲ ಎಂದು ಎಚ್ಚರಿಸಿದರು. ನಗರದ ಸ್ವಚ್ಛತೆ ಕಾರ್ಯ ಸ್ಥಗಿತಗೊಂಡಿದ್ದು ಕಸದ ರಾಶಿ ಹೆಚ್ಚಾಗಿದೆ. xyxy=(6,316,115,394)
continues-headline: ಮುಂದುವರಿದ ಪೌರ ನೌಕರರ ಧರಣಿ xyxy=(124,443,250,456)
left-item-heading: ಹಣ್ಣು-ತರಕಾರಿ ಮಾರಾಟಕ್ಕೆ ಹಾಪ್‌ಕಾಮ್ಸ್ ಮಳಿಗೆ ಲಭ್ಯ xyxy=(6,534,110,552)
teaser-3: ಆದೇಶ: ಜಿಲ್ಲಾ xyxy=(260,20,286,26)
quote-mark-icon: “ xyxy=(502,739,512,755)
left-item-heading: ರೈಲ್ವೆ ಇಲಾಖೆಯಲ್ಲಿ ಹುದ್ದೆ ಸೆಕ್ಯುರಿಟಿ ಉದ್ಯೋಗಾವಕಾಶ xyxy=(6,296,97,314)
quote-text: ಚಿತ್ರದುರ್ಗ: ಪೌರ ನೌಕರರ ಬೇಡಿಕೆಗಳನ್ನು ಈಡೇರಿಸುವಂತೆ ಒತ್ತಾಯಿಸಿ ನಗರಸಭೆ ಆವರಣದಲ್ಲಿ ನಡೆಯುತ್ತಿರುವ ಅನಿರ್ದಿಷ್ಟ ಮುಷ್ಕರ ಎರಡನೇ ದಿನವೂ ಮುಂದುವರಿಯಿತು. ನೌಕರರ ಸಂಘದ ಪದಾಧಿಕಾರಿಗಳು ಸರ್ಕಾರದ ಧೋರಣೆಯನ್ನು ಖಂಡಿಸಿದರು. ಬೇಡಿಕೆ ಈಡೇರುವವರೆಗೂ ಹೋರಾಟ ನಿಲ್ಲಿಸುವುದಿಲ್ಲ ಎಂದು ಎಚ್ಚರಿಸಿದರು. ನಗರದ ಸ್ವಚ್ಛತೆ ಕಾರ್ಯ ಸ್ಥಗಿತಗೊಂಡಿದ್ದು ಕಸದ ರಾಶಿ ಹೆಚ್ಚಾಗಿದೆ. ಚಿತ್ರದುರ್ಗ: ಪೌರ ನೌಕರರ ಬೇಡಿಕೆಗಳನ್ನು ಈಡೇರಿಸುವಂತೆ ಒತ್ತಾಯಿಸಿ ನಗರಸಭೆ ಆವರಣದಲ್ಲಿ ನಡೆಯುತ್ತಿರುವ ಅನಿರ್ದಿಷ್ಟ ಮುಷ್ಕರ ಎರಡನೇ ದಿನವೂ ಮುಂದುವರಿಯಿತು. ನೌಕರರ ಸಂಘದ ಪದಾಧಿಕಾರಿಗಳು ಸರ್ಕಾರದ ಧೋರಣೆಯನ್ನು ಖಂಡಿಸಿದರು. ಬೇಡಿಕೆ ಈಡೇರುವವರೆಗೂ ಹೋರಾಟ ನಿಲ್ಲಿಸುವುದಿಲ್ಲ ಎಂದು ಎಚ್ಚರಿಸಿದರು. ನಗರದ ಸ್ವಚ್ಛತೆ ಕಾರ್ಯ xyxy=(509,741,591,791)
left-item-heading: ಪ್ರಥಮ ಪಿಯು ಪ್ರವೇಶಾತಿ: ಅರ್ಜಿ ಆಹ್ವಾನ xyxy=(6,118,114,127)
council-body-right: ಚಿತ್ರದುರ್ಗ: ಪೌರ ನೌಕರರ ಬೇಡಿಕೆಗಳನ್ನು ಈಡೇರಿಸುವಂತೆ ಒತ್ತಾಯಿಸಿ ನಗರಸಭೆ ಆವರಣದಲ್ಲಿ ನಡೆಯುತ್ತಿರುವ ಅನಿರ್ದಿಷ್ಟ ಮುಷ್ಕರ ಎರಡನೇ ದಿನವೂ ಮುಂದುವರಿಯಿತು. ನೌಕರರ ಸಂಘದ ಪದಾಧಿಕಾರಿಗಳು ಸರ್ಕಾರದ ಧೋರಣೆಯನ್ನು ಖಂಡಿಸಿದರು. ಬೇಡಿಕೆ ಈಡೇರುವವರೆಗೂ ಹೋರಾಟ ನಿಲ್ಲಿಸುವುದಿಲ್ಲ ಎಂದು ಎಚ್ಚರಿಸಿದರು. ನಗರದ ಸ್ವಚ್ಛತೆ ಕಾರ್ಯ ಸ್ಥಗಿತಗೊಂಡಿದ್ದು ಕಸದ ರಾಶಿ ಹೆಚ್ಚಾಗಿದೆ. ಚಿತ್ರದುರ್ಗ: ಪೌರ ನೌಕರರ ಬೇಡಿಕೆಗಳನ್ನು ಈಡೇರಿಸುವಂತೆ ಒತ್ತಾಯಿಸಿ ನಗರಸಭೆ ಆವರಣದಲ್ಲಿ ನಡೆಯುತ್ತಿರುವ ಅನಿರ್ದಿಷ್ಟ ಮುಷ್ಕರ ಎರಡನೇ ದಿನವೂ ಮುಂದುವರಿಯಿತು. ನೌಕರರ ಸಂಘದ ಪದಾಧಿಕಾರಿಗಳು ಸರ್ಕಾರದ ಧೋರಣೆಯನ್ನು ಖಂಡಿಸಿದರು. ಬೇಡಿಕೆ ಈಡೇರುವವರೆಗೂ ಹೋರಾಟ ನಿಲ್ಲಿಸುವುದಿಲ್ಲ ಎಂದು ಎಚ್ಚರಿಸಿದರು. ನಗರದ ಸ್ವಚ್ಛತೆ ಕಾರ್ಯ ಸ್ಥಗಿತಗೊಂಡಿದ್ದು ಕಸದ ರಾಶಿ ಹೆಚ್ಚಾಗಿದೆ. ಚಿತ್ರದುರ್ಗ: ಪೌರ ನೌಕರರ ಬೇಡಿಕೆಗಳನ್ನು ಈಡೇರಿಸುವಂತೆ ಒತ್ತಾಯಿಸಿ ನಗರಸಭೆ ಆವರಣದಲ್ಲಿ ನಡೆಯುತ್ತಿರುವ ಅನಿರ್ದಿಷ್ಟ ಮುಷ್ಕರ ಎರಡನೇ ದಿನವೂ ಮುಂದುವರಿಯಿತು. ನೌಕರರ ಸಂಘದ ಪದಾಧಿಕಾರಿಗಳು ಸರ್ಕಾರದ ಧೋರಣೆಯನ್ನು ಖಂಡಿಸಿದರು. ಬೇಡಿಕೆ ಈಡೇರುವವರೆಗೂ ಹೋರಾಟ ನಿಲ್ಲಿಸುವುದಿಲ್ಲ ಎಂದು ಎಚ್ಚರಿಸಿದರು. ನಗರದ ಸ್ವಚ್ಛತೆ ಕಾರ್ಯ ಸ್ಥಗಿತಗೊಂಡಿದ್ದು ಕಸದ ರಾಶಿ ಹೆಚ್ಚಾಗಿದೆ. ಚಿತ್ರದುರ್ಗ: ಪೌರ ನೌಕರರ ಬೇಡಿಕೆಗಳನ್ನು ಈಡೇರಿಸುವಂತೆ ಒತ್ತಾಯಿಸಿ ನಗರಸಭೆ ಆವರಣದಲ್ಲಿ ನಡೆಯುತ್ತಿರುವ ಅನಿರ್ದಿಷ್ಟ ಮುಷ್ಕರ ಎರಡನೇ ದಿನವೂ ಮುಂದುವರಿಯಿತು. ನೌಕರರ ಸಂಘದ ಪದಾಧಿಕಾರಿಗಳು ಸರ್ಕಾರದ ಧೋರಣೆಯನ್ನು ಖಂಡಿಸಿದರು. ಬೇಡಿಕೆ ಈಡೇರುವವರೆಗೂ ಹೋರಾಟ ನಿಲ್ಲಿಸುವುದಿಲ್ಲ ಎಂದು ಎಚ್ಚರಿಸಿದರು. ನಗರದ ಸ್ವಚ್ಛತೆ ಕಾರ್ಯ ಸ್ಥಗಿತಗೊಂಡಿದ್ದು ಕಸದ ರಾಶಿ ಹೆಚ್ಚಾಗಿದೆ. xyxy=(498,806,594,907)
hosadurga-wide-photo xyxy=(420,360,594,426)
registration-mark xyxy=(96,914,106,924)
registration-mark xyxy=(296,914,306,924)
council-caption: ಚಿತ್ರದುರ್ಗ: ಪೌರ ನೌಕರರ ಬೇಡಿಕೆಗಳನ್ನು ಈಡೇರಿಸುವಂತೆ ಒತ್ತಾಯಿಸಿ ನಗರಸಭೆ ಆವರಣದಲ್ಲಿ ನಡೆಯುತ್ತಿರುವ ಅನಿರ್ದಿಷ್ಟ ಮುಷ್ಕರ ಎರಡನೇ ದಿನವೂ ಮುಂದುವರಿಯಿತು. ನೌಕರರ ಸಂಘದ ಪದಾಧಿಕಾರಿಗಳು ಸರ್ಕಾರದ ಧೋರಣೆಯನ್ನು ಖಂಡಿಸಿದರು. ಬೇಡಿಕೆ ಈಡೇರುವವರೆಗೂ ಹೋರಾಟ ನಿಲ್ಲಿಸುವುದಿಲ್ಲ xyxy=(308,797,487,806)
left-item-body: ಚಿತ್ರದುರ್ಗ: ಪೌರ ನೌಕರರ ಬೇಡಿಕೆಗಳನ್ನು ಈಡೇರಿಸುವಂತೆ ಒತ್ತಾಯಿಸಿ ನಗರಸಭೆ ಆವರಣದಲ್ಲಿ ನಡೆಯುತ್ತಿರುವ ಅನಿರ್ದಿಷ್ಟ ಮುಷ್ಕರ ಎರಡನೇ ದಿನವೂ ಮುಂದುವರಿಯಿತು. ನೌಕರರ ಸಂಘದ ಪದಾಧಿಕಾರಿಗಳು ಸರ್ಕಾರದ ಧೋರಣೆಯನ್ನು ಖಂಡಿಸಿದರು. ಬೇಡಿಕೆ ಈಡೇರುವವರೆಗೂ ಹೋರಾಟ ನಿಲ್ಲಿಸುವುದಿಲ್ಲ ಎಂದು ಎಚ್ಚರಿಸಿದರು. ನಗರದ ಸ್ವಚ್ಛತೆ ಕಾರ್ಯ ಸ್ಥಗಿತಗೊಂಡಿದ್ದು ಕಸದ ರಾಶಿ ಹೆಚ್ಚಾಗಿದೆ. ಚಿತ್ರದುರ್ಗ: ಪೌರ ನೌಕರರ ಬೇಡಿಕೆಗಳನ್ನು ಈಡೇರಿಸುವಂತೆ ಒತ್ತಾಯಿಸಿ ನಗರಸಭೆ ಆವರಣದಲ್ಲಿ ನಡೆಯುತ್ತಿರುವ ಅನಿರ್ದಿಷ್ಟ ಮುಷ್ಕರ ಎರಡನೇ ದಿನವೂ ಮುಂದುವರಿಯಿತು. ನೌಕರರ ಸಂಘದ ಪದಾಧಿಕಾರಿಗಳು ಸರ್ಕಾರದ ಧೋರಣೆಯನ್ನು ಖಂಡಿಸಿದರು. ಬೇಡಿಕೆ ಈಡೇರುವವರೆಗೂ ಹೋರಾಟ ನಿಲ್ಲಿಸುವುದಿಲ್ಲ ಎಂದು ಎಚ್ಚರಿಸಿದರು. ನಗರದ ಸ್ವಚ್ಛತೆ ಕಾರ್ಯ ಸ್ಥಗಿತಗೊಂಡಿದ್ದು ಕಸದ ರಾಶಿ ಹೆಚ್ಚಾಗಿದೆ. ಚಿತ್ರದುರ್ಗ: ಪೌರ ನೌಕರರ ಬೇಡಿಕೆಗಳನ್ನು ಈಡೇರಿಸುವಂತೆ ಒತ್ತಾಯಿಸಿ ನಗರಸಭೆ ಆವರಣದಲ್ಲಿ ನಡೆಯುತ್ತಿರುವ ಅನಿರ್ದಿಷ್ಟ ಮುಷ್ಕರ ಎರಡನೇ ದಿನವೂ ಮುಂದುವರಿಯಿತು. ನೌಕರರ ಸಂಘದ ಪದಾಧಿಕಾರಿಗಳು ಸರ್ಕಾರದ ಧೋರಣೆಯನ್ನು ಖಂಡಿಸಿದರು. ಬೇಡಿಕೆ ಈಡೇರುವವರೆಗೂ ಹೋರಾಟ ನಿಲ್ಲಿಸುವುದಿಲ್ಲ ಎಂದು ಎಚ್ಚರಿಸಿದರು. ನಗರದ ಸ್ವಚ್ಛತೆ ಕಾರ್ಯ ಸ್ಥಗಿತಗೊಂಡಿದ್ದು ಕಸದ ರಾಶಿ ಹೆಚ್ಚಾಗಿದೆ. ಚಿತ್ರದುರ್ಗ: ಪೌರ ನೌಕರರ ಬೇಡಿಕೆಗಳನ್ನು ಈಡೇರಿಸುವಂತೆ ಒತ್ತಾಯಿಸಿ ನಗರಸಭೆ ಆವರಣದಲ್ಲಿ ನಡೆಯುತ್ತಿರುವ ಅನಿರ್ದಿಷ್ಟ ಮುಷ್ಕರ ಎರಡನೇ ದಿನವೂ ಮುಂದುವರಿಯಿತು. ನೌಕರರ ಸಂಘದ ಪದಾಧಿಕಾರಿಗಳು ಸರ್ಕಾರದ ಧೋರಣೆಯನ್ನು ಖಂಡಿಸಿದರು. ಬೇಡಿಕೆ ಈಡೇರುವವರೆಗೂ ಹೋರಾಟ ನಿಲ್ಲಿಸುವುದಿಲ್ಲ ಎಂದು ಎಚ್ಚರಿಸಿದರು. ನಗರದ ಸ್ವಚ್ಛತೆ ಕಾರ್ಯ ಸ್ಥಗಿತಗೊಂಡಿದ್ದು ಕಸದ ರಾಶಿ ಹೆಚ್ಚಾಗಿದೆ. xyxy=(6,448,115,526)
lead-side-headline: ಎರಡು ದಿನ ಪೂರೈಸಿದ ಅನಿರ್ದಿಷ್ಟ ಮುಷ್ಕರ xyxy=(484,81,569,108)
obituary-portrait xyxy=(8,622,34,656)
left-item-body: ಚಿತ್ರದುರ್ಗ: ಪೌರ ನೌಕರರ ಬೇಡಿಕೆಗಳನ್ನು ಈಡೇರಿಸುವಂತೆ ಒತ್ತಾಯಿಸಿ ನಗರಸಭೆ ಆವರಣದಲ್ಲಿ ನಡೆಯುತ್ತಿರುವ ಅನಿರ್ದಿಷ್ಟ ಮುಷ್ಕರ ಎರಡನೇ ದಿನವೂ ಮುಂದುವರಿಯಿತು. ನೌಕರರ ಸಂಘದ ಪದಾಧಿಕಾರಿಗಳು ಸರ್ಕಾರದ ಧೋರಣೆಯನ್ನು ಖಂಡಿಸಿದರು. ಬೇಡಿಕೆ ಈಡೇರುವವರೆಗೂ ಹೋರಾಟ ನಿಲ್ಲಿಸುವುದಿಲ್ಲ ಎಂದು ಎಚ್ಚರಿಸಿದರು. ನಗರದ ಸ್ವಚ್ಛತೆ ಕಾರ್ಯ ಸ್ಥಗಿತಗೊಂಡಿದ್ದು ಕಸದ ರಾಶಿ ಹೆಚ್ಚಾಗಿದೆ. ಚಿತ್ರದುರ್ಗ: ಪೌರ ನೌಕರರ ಬೇಡಿಕೆಗಳನ್ನು ಈಡೇರಿಸುವಂತೆ ಒತ್ತಾಯಿಸಿ ನಗರಸಭೆ ಆವರಣದಲ್ಲಿ ನಡೆಯುತ್ತಿರುವ ಅನಿರ್ದಿಷ್ಟ ಮುಷ್ಕರ ಎರಡನೇ ದಿನವೂ ಮುಂದುವರಿಯಿತು. ನೌಕರರ ಸಂಘದ ಪದಾಧಿಕಾರಿಗಳು ಸರ್ಕಾರದ ಧೋರಣೆಯನ್ನು ಖಂಡಿಸಿದರು. ಬೇಡಿಕೆ ಈಡೇರುವವರೆಗೂ ಹೋರಾಟ ನಿಲ್ಲಿಸುವುದಿಲ್ಲ ಎಂದು ಎಚ್ಚರಿಸಿದರು. ನಗರದ ಸ್ವಚ್ಛತೆ ಕಾರ್ಯ ಸ್ಥಗಿತಗೊಂಡಿದ್ದು ಕಸದ ರಾಶಿ ಹೆಚ್ಚಾಗಿದೆ. ಚಿತ್ರದುರ್ಗ: ಪೌರ ನೌಕರರ ಬೇಡಿಕೆಗಳನ್ನು ಈಡೇರಿಸುವಂತೆ ಒತ್ತಾಯಿಸಿ ನಗರಸಭೆ ಆವರಣದಲ್ಲಿ ನಡೆಯುತ್ತಿರುವ ಅನಿರ್ದಿಷ್ಟ ಮುಷ್ಕರ ಎರಡನೇ ದಿನವೂ ಮುಂದುವರಿಯಿತು. ನೌಕರರ ಸಂಘದ ಪದಾಧಿಕಾರಿಗಳು ಸರ್ಕಾರದ ಧೋರಣೆಯನ್ನು ಖಂಡಿಸಿದರು. ಬೇಡಿಕೆ ಈಡೇರುವವರೆಗೂ ಹೋರಾಟ ನಿಲ್ಲಿಸುವುದಿಲ್ಲ ಎಂದು ಎಚ್ಚರಿಸಿದರು. ನಗರದ ಸ್ವಚ್ಛತೆ ಕಾರ್ಯ ಸ್ಥಗಿತಗೊಂಡಿದ್ದು ಕಸದ ರಾಶಿ ಹೆಚ್ಚಾಗಿದೆ. ಚಿತ್ರದುರ್ಗ: ಪೌರ ನೌಕರರ ಬೇಡಿಕೆಗಳನ್ನು ಈಡೇರಿಸುವಂತೆ ಒತ್ತಾಯಿಸಿ ನಗರಸಭೆ ಆವರಣದಲ್ಲಿ ನಡೆಯುತ್ತಿರುವ ಅನಿರ್ದಿಷ್ಟ ಮುಷ್ಕರ ಎರಡನೇ ದಿನವೂ ಮುಂದುವರಿಯಿತು. ನೌಕರರ ಸಂಘದ ಪದಾಧಿಕಾರಿಗಳು ಸರ್ಕಾರದ ಧೋರಣೆಯನ್ನು ಖಂಡಿಸಿದರು. ಬೇಡಿಕೆ ಈಡೇರುವವರೆಗೂ ಹೋರಾಟ ನಿಲ್ಲಿಸುವುದಿಲ್ಲ ಎಂದು ಎಚ್ಚರಿಸಿದರು. ನಗರದ ಸ್ವಚ್ಛತೆ ಕಾರ್ಯ ಸ್ಥಗಿತಗೊಂಡಿದ್ದು ಕಸದ ರಾಶಿ ಹೆಚ್ಚಾಗಿದೆ. xyxy=(6,138,115,216)
fishermen-body: ಚಿತ್ರದುರ್ಗ: ಪೌರ ನೌಕರರ ಬೇಡಿಕೆಗಳನ್ನು ಈಡೇರಿಸುವಂತೆ ಒತ್ತಾಯಿಸಿ ನಗರಸಭೆ ಆವರಣದಲ್ಲಿ ನಡೆಯುತ್ತಿರುವ ಅನಿರ್ದಿಷ್ಟ ಮುಷ್ಕರ ಎರಡನೇ ದಿನವೂ ಮುಂದುವರಿಯಿತು. ನೌಕರರ ಸಂಘದ ಪದಾಧಿಕಾರಿಗಳು ಸರ್ಕಾರದ ಧೋರಣೆಯನ್ನು ಖಂಡಿಸಿದರು. ಬೇಡಿಕೆ ಈಡೇರುವವರೆಗೂ ಹೋರಾಟ ನಿಲ್ಲಿಸುವುದಿಲ್ಲ ಎಂದು ಎಚ್ಚರಿಸಿದರು. ನಗರದ ಸ್ವಚ್ಛತೆ ಕಾರ್ಯ ಸ್ಥಗಿತಗೊಂಡಿದ್ದು ಕಸದ ರಾಶಿ ಹೆಚ್ಚಾಗಿದೆ. ಚಿತ್ರದುರ್ಗ: ಪೌರ ನೌಕರರ ಬೇಡಿಕೆಗಳನ್ನು ಈಡೇರಿಸುವಂತೆ ಒತ್ತಾಯಿಸಿ ನಗರಸಭೆ ಆವರಣದಲ್ಲಿ ನಡೆಯುತ್ತಿರುವ ಅನಿರ್ದಿಷ್ಟ ಮುಷ್ಕರ ಎರಡನೇ ದಿನವೂ ಮುಂದುವರಿಯಿತು. ನೌಕರರ ಸಂಘದ ಪದಾಧಿಕಾರಿಗಳು ಸರ್ಕಾರದ ಧೋರಣೆಯನ್ನು ಖಂಡಿಸಿದರು. ಬೇಡಿಕೆ ಈಡೇರುವವರೆಗೂ ಹೋರಾಟ ನಿಲ್ಲಿಸುವುದಿಲ್ಲ ಎಂದು ಎಚ್ಚರಿಸಿದರು. ನಗರದ ಸ್ವಚ್ಛತೆ ಕಾರ್ಯ ಸ್ಥಗಿತಗೊಂಡಿದ್ದು ಕಸದ ರಾಶಿ ಹೆಚ್ಚಾಗಿದೆ. ಚಿತ್ರದುರ್ಗ: ಪೌರ ನೌಕರರ ಬೇಡಿಕೆಗಳನ್ನು ಈಡೇರಿಸುವಂತೆ ಒತ್ತಾಯಿಸಿ ನಗರಸಭೆ ಆವರಣದಲ್ಲಿ ನಡೆಯುತ್ತಿರುವ ಅನಿರ್ದಿಷ್ಟ ಮುಷ್ಕರ ಎರಡನೇ ದಿನವೂ ಮುಂದುವರಿಯಿತು. ನೌಕರರ ಸಂಘದ ಪದಾಧಿಕಾರಿಗಳು ಸರ್ಕಾರದ ಧೋರಣೆಯನ್ನು ಖಂಡಿಸಿದರು. ಬೇಡಿಕೆ ಈಡೇರುವವರೆಗೂ ಹೋರಾಟ ನಿಲ್ಲಿಸುವುದಿಲ್ಲ ಎಂದು ಎಚ್ಚರಿಸಿದರು. ನಗರದ ಸ್ವಚ್ಛತೆ ಕಾರ್ಯ ಸ್ಥಗಿತಗೊಂಡಿದ್ದು ಕಸದ ರಾಶಿ ಹೆಚ್ಚಾಗಿದೆ. ಚಿತ್ರದುರ್ಗ: ಪೌರ ನೌಕರರ ಬೇಡಿಕೆಗಳನ್ನು ಈಡೇರಿಸುವಂತೆ ಒತ್ತಾಯಿಸಿ ನಗರಸಭೆ ಆವರಣದಲ್ಲಿ ನಡೆಯುತ್ತಿರುವ ಅನಿರ್ದಿಷ್ಟ ಮುಷ್ಕರ ಎರಡನೇ ದಿನವೂ ಮುಂದುವರಿಯಿತು. ನೌಕರರ ಸಂಘದ ಪದಾಧಿಕಾರಿಗಳು ಸರ್ಕಾರದ ಧೋರಣೆಯನ್ನು ಖಂಡಿಸಿದರು. ಬೇಡಿಕೆ ಈಡೇರುವವರೆಗೂ ಹೋರಾಟ ನಿಲ್ಲಿಸುವುದಿಲ್ಲ ಎಂದು ಎಚ್ಚರಿಸಿದರು. ನಗರದ ಸ್ವಚ್ಛತೆ ಕಾರ್ಯ ಸ್ಥಗಿತಗೊಂಡಿದ್ದು ಕಸದ ರಾಶಿ ಹೆಚ್ಚಾಗಿದೆ. xyxy=(64,802,215,866)
section-rule xyxy=(122,440,596,442)
council-photo xyxy=(308,733,494,795)
